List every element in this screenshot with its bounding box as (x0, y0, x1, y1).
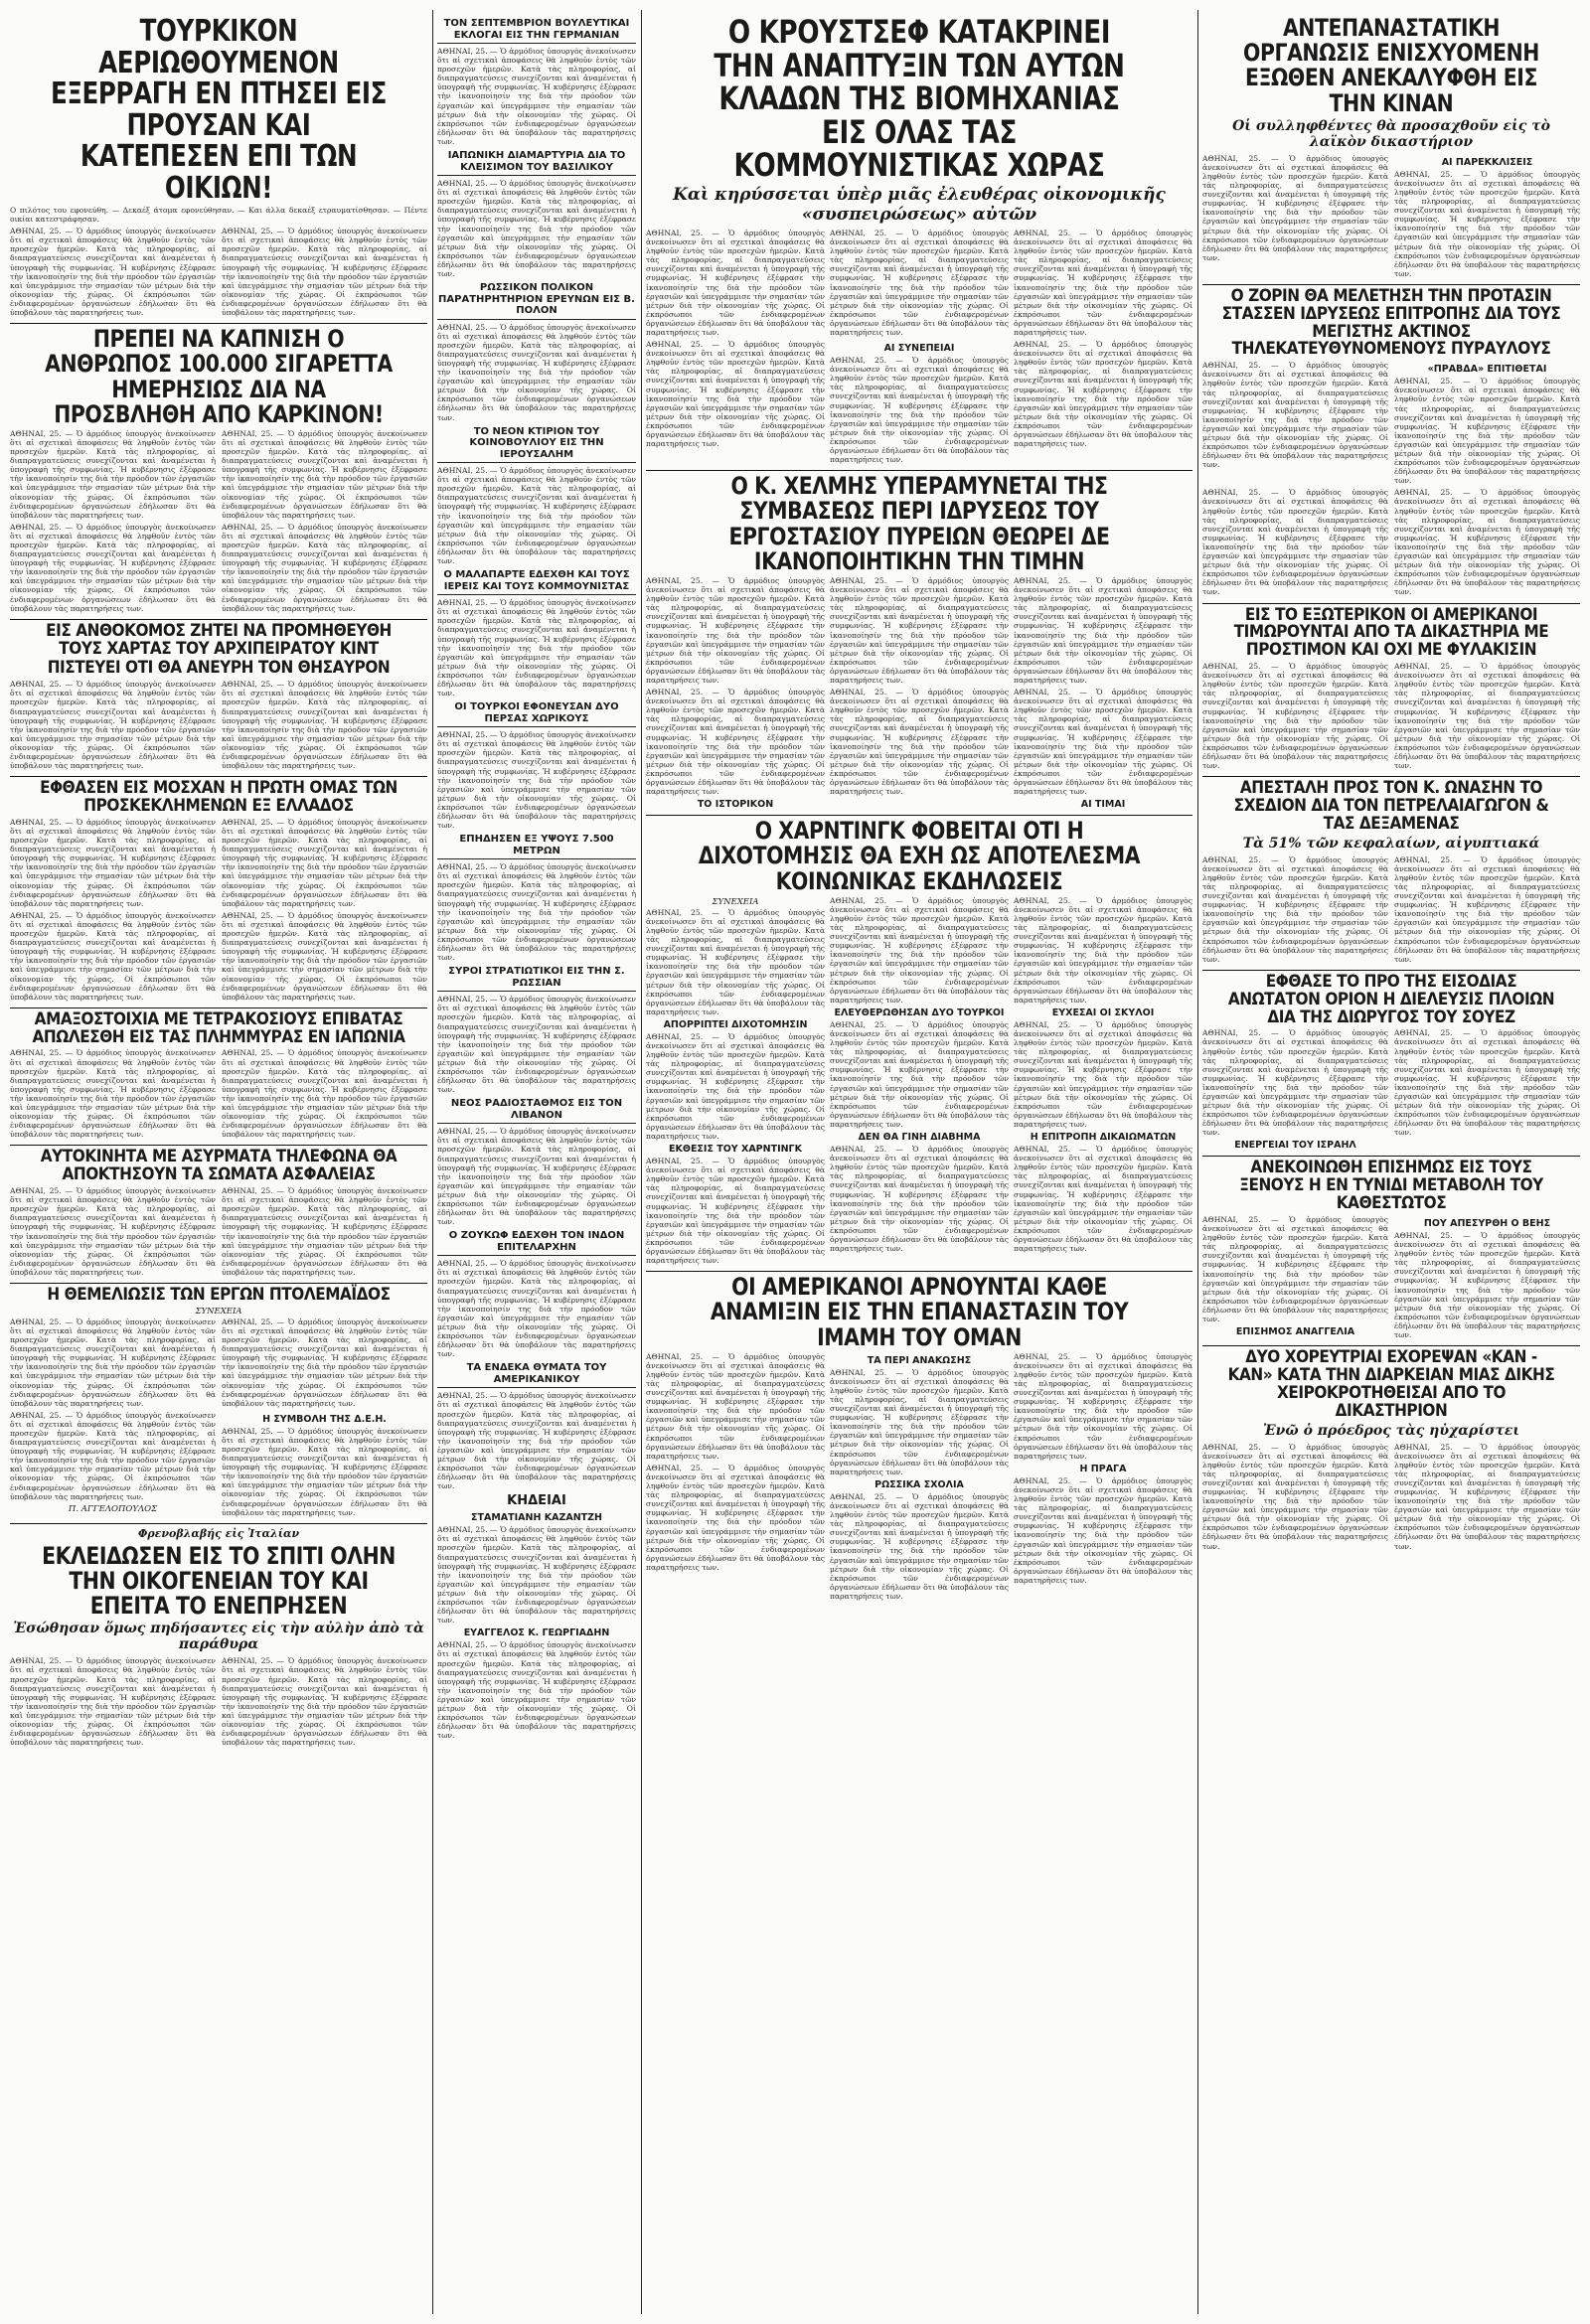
article-body: ΑΘΗΝΑΙ, 25. — Ὁ ἁρμόδιος ὑπουργὸς ἀνεκοίνωσεν ὅτι αἱ σχετικαὶ ἀποφάσεις θὰ ληφθοῦν ἐντὸς τῶν προσεχῶν ἡμερῶν. Κατὰ τὰς πληροφορίας, αἱ διαπραγματεύσεις συνεχίζονται καὶ ἀναμένεται ἡ ὑπογραφὴ τῆς συμφωνίας. Ἡ κυβέρνησις ἐξέφρασε τὴν ἱκανοποίησίν της διὰ τὴν πρόοδον τῶν ἐργασιῶν καὶ ὑπεγράμμισε τὴν σημασίαν τῶν μέτρων διὰ τὴν οἰκονομίαν τῆς χώρας. Οἱ ἐκπρόσωποι τῶν ἐνδιαφερομένων ὀργανώσεων ἐδήλωσαν ὅτι θὰ ὑποβάλουν τὰς παρατηρήσεις των. (646, 1031, 825, 1141)
headline-ptolemaida: Η ΘΕΜΕΛΙΩΣΙΣ ΤΩΝ ΕΡΓΩΝ ΠΤΟΛΕΜΑΪΔΟΣ (47, 1285, 391, 1306)
column-2 (437, 14, 636, 1743)
article-body: ΑΘΗΝΑΙ, 25. — Ὁ ἁρμόδιος ὑπουργὸς ἀνεκοίνωσεν ὅτι αἱ σχετικαὶ ἀποφάσεις θὰ ληφθοῦν ἐντὸς τῶν προσεχῶν ἡμερῶν. Κατὰ τὰς πληροφορίας, αἱ διαπραγματεύσεις συνεχίζονται καὶ ἀναμένεται ἡ ὑπογραφὴ τῆς συμφωνίας. Ἡ κυβέρνησις ἐξέφρασε τὴν ἱκανοποίησίν της διὰ τὴν πρόοδον τῶν ἐργασιῶν καὶ ὑπεγράμμισε τὴν σημασίαν τῶν μέτρων διὰ τὴν οἰκονομίαν τῆς χώρας. Οἱ ἐκπρόσωποι τῶν ἐνδιαφερομένων ὀργανώσεων ἐδήλωσαν ὅτι θὰ ὑποβάλουν τὰς παρατηρήσεις των. (830, 575, 1009, 685)
article-body: ΑΘΗΝΑΙ, 25. — Ὁ ἁρμόδιος ὑπουργὸς ἀνεκοίνωσεν ὅτι αἱ σχετικαὶ ἀποφάσεις θὰ ληφθοῦν ἐντὸς τῶν προσεχῶν ἡμερῶν. Κατὰ τὰς πληροφορίας, αἱ διαπραγματεύσεις συνεχίζονται καὶ ἀναμένεται ἡ ὑπογραφὴ τῆς συμφωνίας. Ἡ κυβέρνησις ἐξέφρασε τὴν ἱκανοποίησίν της διὰ τὴν πρόοδον τῶν ἐργασιῶν καὶ ὑπεγράμμισε τὴν σημασίαν τῶν μέτρων διὰ τὴν οἰκονομίαν τῆς χώρας. Οἱ ἐκπρόσωποι τῶν ἐνδιαφερομένων ὀργανώσεων ἐδήλωσαν ὅτι θὰ ὑποβάλουν τὰς παρατηρήσεις των. (10, 522, 216, 613)
column-rule (432, 10, 433, 2314)
article-body: ΑΘΗΝΑΙ, 25. — Ὁ ἁρμόδιος ὑπουργὸς ἀνεκοίνωσεν ὅτι αἱ σχετικαὶ ἀποφάσεις θὰ ληφθοῦν ἐντὸς τῶν προσεχῶν ἡμερῶν. Κατὰ τὰς πληροφορίας, αἱ διαπραγματεύσεις συνεχίζονται καὶ ἀναμένεται ἡ ὑπογραφὴ τῆς συμφωνίας. Ἡ κυβέρνησις ἐξέφρασε τὴν ἱκανοποίησίν της διὰ τὴν πρόοδον τῶν ἐργασιῶν καὶ ὑπεγράμμισε τὴν σημασίαν τῶν μέτρων διὰ τὴν οἰκονομίαν τῆς χώρας. Οἱ ἐκπρόσωποι τῶν ἐνδιαφερομένων ὀργανώσεων ἐδήλωσαν ὅτι θὰ ὑποβάλουν τὰς παρατηρήσεις των. (10, 680, 216, 771)
article-body: ΑΘΗΝΑΙ, 25. — Ὁ ἁρμόδιος ὑπουργὸς ἀνεκοίνωσεν ὅτι αἱ σχετικαὶ ἀποφάσεις θὰ ληφθοῦν ἐντὸς τῶν προσεχῶν ἡμερῶν. Κατὰ τὰς πληροφορίας, αἱ διαπραγματεύσεις συνεχίζονται καὶ ἀναμένεται ἡ ὑπογραφὴ τῆς συμφωνίας. Ἡ κυβέρνησις ἐξέφρασε τὴν ἱκανοποίησίν της διὰ τὴν πρόοδον τῶν ἐργασιῶν καὶ ὑπεγράμμισε τὴν σημασίαν τῶν μέτρων διὰ τὴν οἰκονομίαν τῆς χώρας. Οἱ ἐκπρόσωποι τῶν ἐνδιαφερομένων ὀργανώσεων ἐδήλωσαν ὅτι θὰ ὑποβάλουν τὰς παρατηρήσεις των. (222, 1048, 427, 1140)
article-body: ΑΘΗΝΑΙ, 25. — Ὁ ἁρμόδιος ὑπουργὸς ἀνεκοίνωσεν ὅτι αἱ σχετικαὶ ἀποφάσεις θὰ ληφθοῦν ἐντὸς τῶν προσεχῶν ἡμερῶν. Κατὰ τὰς πληροφορίας, αἱ διαπραγματεύσεις συνεχίζονται καὶ ἀναμένεται ἡ ὑπογραφὴ τῆς συμφωνίας. Ἡ κυβέρνησις ἐξέφρασε τὴν ἱκανοποίησίν της διὰ τὴν πρόοδον τῶν ἐργασιῶν καὶ ὑπεγράμμισε τὴν σημασίαν τῶν μέτρων διὰ τὴν οἰκονομίαν τῆς χώρας. Οἱ ἐκπρόσωποι τῶν ἐνδιαφερομένων ὀργανώσεων ἐδήλωσαν ὅτι θὰ ὑποβάλουν τὰς παρατηρήσεις των. (437, 1391, 636, 1491)
column-3 (646, 14, 1192, 1604)
article-body: ΑΘΗΝΑΙ, 25. — Ὁ ἁρμόδιος ὑπουργὸς ἀνεκοίνωσεν ὅτι αἱ σχετικαὶ ἀποφάσεις θὰ ληφθοῦν ἐντὸς τῶν προσεχῶν ἡμερῶν. Κατὰ τὰς πληροφορίας, αἱ διαπραγματεύσεις συνεχίζονται καὶ ἀναμένεται ἡ ὑπογραφὴ τῆς συμφωνίας. Ἡ κυβέρνησις ἐξέφρασε τὴν ἱκανοποίησίν της διὰ τὴν πρόοδον τῶν ἐργασιῶν καὶ ὑπεγράμμισε τὴν σημασίαν τῶν μέτρων διὰ τὴν οἰκονομίαν τῆς χώρας. Οἱ ἐκπρόσωποι τῶν ἐνδιαφερομένων ὀργανώσεων ἐδήλωσαν ὅτι θὰ ὑποβάλουν τὰς παρατηρήσεις των. (1014, 1475, 1192, 1585)
section-prices: AI ΤΙΜΑI (1080, 799, 1126, 811)
article-body: ΑΘΗΝΑΙ, 25. — Ὁ ἁρμόδιος ὑπουργὸς ἀνεκοίνωσεν ὅτι αἱ σχετικαὶ ἀποφάσεις θὰ ληφθοῦν ἐντὸς τῶν προσεχῶν ἡμερῶν. Κατὰ τὰς πληροφορίας, αἱ διαπραγματεύσεις συνεχίζονται καὶ ἀναμένεται ἡ ὑπογραφὴ τῆς συμφωνίας. Ἡ κυβέρνησις ἐξέφρασε τὴν ἱκανοποίησίν της διὰ τὴν πρόοδον τῶν ἐργασιῶν καὶ ὑπεγράμμισε τὴν σημασίαν τῶν μέτρων διὰ τὴν οἰκονομίαν τῆς χώρας. Οἱ ἐκπρόσωποι τῶν ἐνδιαφερομένων ὀργανώσεων ἐδήλωσαν ὅτι θὰ ὑποβάλουν τὰς παρατηρήσεις των. (1202, 488, 1388, 597)
headline-tunisia: ΑΝΕΚΟΙΝΩΘΗ ΕΠΙΣΗΜΩΣ ΕΙΣ ΤΟΥΣ ΞΕΝΟΥΣ Η ΕΝ ΤΥΝΙΔΙ ΜΕΤΑΒΟΛΗ ΤΟΥ ΚΑΘΕΣΤΩΤΟΣ (1239, 1158, 1543, 1214)
subheadline-treasure: ΠΙΣΤΕΥΕΙ ΟΤΙ ΘΑ ΑΝΕΥΡΗ ΤΟΝ ΘΗΣΑΥΡΟΝ (47, 658, 391, 679)
headline-turkish-jet: ΤΟΥΡΚΙΚΟΝ ΑΕΡΙΩΘΟΥΜΕΝΟΝ ΕΞΕΡΡΑΓΗ ΕΝ ΠΤΗΣΕΙ ΕΙΣ ΠΡΟΥΣΑΝ ΚΑΙ ΚΑΤΕΠΕΣΕΝ ΕΠΙ ΤΩΝ ΟΙΚΙΩΝ! (50, 14, 388, 206)
funeral-name: ΣΤΑΜΑΤΙΑΝΗ ΚΑΖΑΝΤΖΗ (471, 1512, 602, 1524)
section-pravda: «ΠΡΑΒΔΑ» ΕΠΙΤΙΘΕΤΑΙ (1427, 364, 1547, 376)
article-body: ΑΘΗΝΑΙ, 25. — Ὁ ἁρμόδιος ὑπουργὸς ἀνεκοίνωσεν ὅτι αἱ σχετικαὶ ἀποφάσεις θὰ ληφθοῦν ἐντὸς τῶν προσεχῶν ἡμερῶν. Κατὰ τὰς πληροφορίας, αἱ διαπραγματεύσεις συνεχίζονται καὶ ἀναμένεται ἡ ὑπογραφὴ τῆς συμφωνίας. Ἡ κυβέρνησις ἐξέφρασε τὴν ἱκανοποίησίν της διὰ τὴν πρόοδον τῶν ἐργασιῶν καὶ ὑπεγράμμισε τὴν σημασίαν τῶν μέτρων διὰ τὴν οἰκονομίαν τῆς χώρας. Οἱ ἐκπρόσωποι τῶν ἐνδιαφερομένων ὀργανώσεων ἐδήλωσαν ὅτι θὰ ὑποβάλουν τὰς παρατηρήσεις των. (646, 1351, 825, 1461)
headline-zhukov: Ο ΖΟΥΚΩΦ ΕΔΕΧΘΗ ΤΟΝ ΙΝΔΟΝ ΕΠΙΤΕΛΑΡΧΗΝ (437, 1230, 636, 1256)
headline-helmis-matches: Ο Κ. ΧΕΛΜΗΣ ΥΠΕΡΑΜΥΝΕΤΑΙ ΤΗΣ ΣΥΜΒΑΣΕΩΣ ΠΕΡΙ ΙΔΡΥΣΕΩΣ ΤΟΥ ΕΡΓΟΣΤΑΣΙΟΥ ΠΥΡΕΙΩΝ ΘΕΩΡΕΙ ΔΕ ΙΚΑΝΟΠΟΙΗΤΙΚΗΝ ΤΗΝ ΤΙΜΗΝ (728, 472, 1110, 575)
article-body: ΑΘΗΝΑΙ, 25. — Ὁ ἁρμόδιος ὑπουργὸς ἀνεκοίνωσεν ὅτι αἱ σχετικαὶ ἀποφάσεις θὰ ληφθοῦν ἐντὸς τῶν προσεχῶν ἡμερῶν. Κατὰ τὰς πληροφορίας, αἱ διαπραγματεύσεις συνεχίζονται καὶ ἀναμένεται ἡ ὑπογραφὴ τῆς συμφωνίας. Ἡ κυβέρνησις ἐξέφρασε τὴν ἱκανοποίησίν της διὰ τὴν πρόοδον τῶν ἐργασιῶν καὶ ὑπεγράμμισε τὴν σημασίαν τῶν μέτρων διὰ τὴν οἰκονομίαν τῆς χώρας. Οἱ ἐκπρόσωποι τῶν ἐνδιαφερομένων ὀργανώσεων ἐδήλωσαν ὅτι θὰ ὑποβάλουν τὰς παρατηρήσεις των. (10, 1048, 216, 1140)
article-body: ΑΘΗΝΑΙ, 25. — Ὁ ἁρμόδιος ὑπουργὸς ἀνεκοίνωσεν ὅτι αἱ σχετικαὶ ἀποφάσεις θὰ ληφθοῦν ἐντὸς τῶν προσεχῶν ἡμερῶν. Κατὰ τὰς πληροφορίας, αἱ διαπραγματεύσεις συνεχίζονται καὶ ἀναμένεται ἡ ὑπογραφὴ τῆς συμφωνίας. Ἡ κυβέρνησις ἐξέφρασε τὴν ἱκανοποίησίν της διὰ τὴν πρόοδον τῶν ἐργασιῶν καὶ ὑπεγράμμισε τὴν σημασίαν τῶν μέτρων διὰ τὴν οἰκονομίαν τῆς χώρας. Οἱ ἐκπρόσωποι τῶν ἐνδιαφερομένων ὀργανώσεων ἐδήλωσαν ὅτι θὰ ὑποβάλουν τὰς παρατηρήσεις των. (222, 1426, 427, 1517)
article-body: ΑΘΗΝΑΙ, 25. — Ὁ ἁρμόδιος ὑπουργὸς ἀνεκοίνωσεν ὅτι αἱ σχετικαὶ ἀποφάσεις θὰ ληφθοῦν ἐντὸς τῶν προσεχῶν ἡμερῶν. Κατὰ τὰς πληροφορίας, αἱ διαπραγματεύσεις συνεχίζονται καὶ ἀναμένεται ἡ ὑπογραφὴ τῆς συμφωνίας. Ἡ κυβέρνησις ἐξέφρασε τὴν ἱκανοποίησίν της διὰ τὴν πρόοδον τῶν ἐργασιῶν καὶ ὑπεγράμμισε τὴν σημασίαν τῶν μέτρων διὰ τὴν οἰκονομίαν τῆς χώρας. Οἱ ἐκπρόσωποι τῶν ἐνδιαφερομένων ὀργανώσεων ἐδήλωσαν ὅτι θὰ ὑποβάλουν τὰς παρατηρήσεις των. (10, 1410, 216, 1501)
headline-oman-imam: ΟΙ ΑΜΕΡΙΚΑΝΟΙ ΑΡΝΟΥΝΤΑΙ ΚΑΘΕ ΑΝΑΜΙΞΙΝ ΕΙΣ ΤΗΝ ΕΠΑΝΑΣΤΑΣΙΝ ΤΟΥ ΙΜΑΜΗ ΤΟΥ ΟΜΑΝ (710, 1273, 1129, 1351)
article-body: ΑΘΗΝΑΙ, 25. — Ὁ ἁρμόδιος ὑπουργὸς ἀνεκοίνωσεν ὅτι αἱ σχετικαὶ ἀποφάσεις θὰ ληφθοῦν ἐντὸς τῶν προσεχῶν ἡμερῶν. Κατὰ τὰς πληροφορίας, αἱ διαπραγματεύσεις συνεχίζονται καὶ ἀναμένεται ἡ ὑπογραφὴ τῆς συμφωνίας. Ἡ κυβέρνησις ἐξέφρασε τὴν ἱκανοποίησίν της διὰ τὴν πρόοδον τῶν ἐργασιῶν καὶ ὑπεγράμμισε τὴν σημασίαν τῶν μέτρων διὰ τὴν οἰκονομίαν τῆς χώρας. Οἱ ἐκπρόσωποι τῶν ἐνδιαφερομένων ὀργανώσεων ἐδήλωσαν ὅτι θὰ ὑποβάλουν τὰς παρατηρήσεις των. (830, 1019, 1009, 1129)
article-body: ΑΘΗΝΑΙ, 25. — Ὁ ἁρμόδιος ὑπουργὸς ἀνεκοίνωσεν ὅτι αἱ σχετικαὶ ἀποφάσεις θὰ ληφθοῦν ἐντὸς τῶν προσεχῶν ἡμερῶν. Κατὰ τὰς πληροφορίας, αἱ διαπραγματεύσεις συνεχίζονται καὶ ἀναμένεται ἡ ὑπογραφὴ τῆς συμφωνίας. Ἡ κυβέρνησις ἐξέφρασε τὴν ἱκανοποίησίν της διὰ τὴν πρόοδον τῶν ἐργασιῶν καὶ ὑπεγράμμισε τὴν σημασίαν τῶν μέτρων διὰ τὴν οἰκονομίαν τῆς χώρας. Οἱ ἐκπρόσωποι τῶν ἐνδιαφερομένων ὀργανώσεων ἐδήλωσαν ὅτι θὰ ὑποβάλουν τὰς παρατηρήσεις των. (1202, 662, 1388, 771)
article-body: ΑΘΗΝΑΙ, 25. — Ὁ ἁρμόδιος ὑπουργὸς ἀνεκοίνωσεν ὅτι αἱ σχετικαὶ ἀποφάσεις θὰ ληφθοῦν ἐντὸς τῶν προσεχῶν ἡμερῶν. Κατὰ τὰς πληροφορίας, αἱ διαπραγματεύσεις συνεχίζονται καὶ ἀναμένεται ἡ ὑπογραφὴ τῆς συμφωνίας. Ἡ κυβέρνησις ἐξέφρασε τὴν ἱκανοποίησίν της διὰ τὴν πρόοδον τῶν ἐργασιῶν καὶ ὑπεγράμμισε τὴν σημασίαν τῶν μέτρων διὰ τὴν οἰκονομίαν τῆς χώρας. Οἱ ἐκπρόσωποι τῶν ἐνδιαφερομένων ὀργανώσεων ἐδήλωσαν ὅτι θὰ ὑποβάλουν τὰς παρατηρήσεις των. (1394, 854, 1580, 964)
article-body: ΑΘΗΝΑΙ, 25. — Ὁ ἁρμόδιος ὑπουργὸς ἀνεκοίνωσεν ὅτι αἱ σχετικαὶ ἀποφάσεις θὰ ληφθοῦν ἐντὸς τῶν προσεχῶν ἡμερῶν. Κατὰ τὰς πληροφορίας, αἱ διαπραγματεύσεις συνεχίζονται καὶ ἀναμένεται ἡ ὑπογραφὴ τῆς συμφωνίας. Ἡ κυβέρνησις ἐξέφρασε τὴν ἱκανοποίησίν της διὰ τὴν πρόοδον τῶν ἐργασιῶν καὶ ὑπεγράμμισε τὴν σημασίαν τῶν μέτρων διὰ τὴν οἰκονομίαν τῆς χώρας. Οἱ ἐκπρόσωποι τῶν ἐνδιαφερομένων ὀργανώσεων ἐδήλωσαν ὅτι θὰ ὑποβάλουν τὰς παρατηρήσεις των. (437, 1525, 636, 1626)
headline-police-radios: ΑΥΤΟΚΙΝΗΤΑ ΜΕ ΑΣΥΡΜΑΤΑ ΤΗΛΕΦΩΝΑ ΘΑ ΑΠΟΚΤΗΣΟΥΝ ΤΑ ΣΩΜΑΤΑ ΑΣΦΑΛΕΙΑΣ (40, 1147, 398, 1185)
article-body: ΑΘΗΝΑΙ, 25. — Ὁ ἁρμόδιος ὑπουργὸς ἀνεκοίνωσεν ὅτι αἱ σχετικαὶ ἀποφάσεις θὰ ληφθοῦν ἐντὸς τῶν προσεχῶν ἡμερῶν. Κατὰ τὰς πληροφορίας, αἱ διαπραγματεύσεις συνεχίζονται καὶ ἀναμένεται ἡ ὑπογραφὴ τῆς συμφωνίας. Ἡ κυβέρνησις ἐξέφρασε τὴν ἱκανοποίησίν της διὰ τὴν πρόοδον τῶν ἐργασιῶν καὶ ὑπεγράμμισε τὴν σημασίαν τῶν μέτρων διὰ τὴν οἰκονομίαν τῆς χώρας. Οἱ ἐκπρόσωποι τῶν ἐνδιαφερομένων ὀργανώσεων ἐδήλωσαν ὅτι θὰ ὑποβάλουν τὰς παρατηρήσεις των. (646, 1157, 825, 1266)
headline-persian-villagers: ΟΙ ΤΟΥΡΚΟΙ ΕΦΟΝΕΥΣΑΝ ΔΥΟ ΠΕΡΣΑΣ ΧΩΡΙΚΟΥΣ (437, 701, 636, 727)
continuation-label: ΣΥΝΕΧΕΙΑ (712, 896, 759, 907)
article-body: ΑΘΗΝΑΙ, 25. — Ὁ ἁρμόδιος ὑπουργὸς ἀνεκοίνωσεν ὅτι αἱ σχετικαὶ ἀποφάσεις θὰ ληφθοῦν ἐντὸς τῶν προσεχῶν ἡμερῶν. Κατὰ τὰς πληροφορίας, αἱ διαπραγματεύσεις συνεχίζονται καὶ ἀναμένεται ἡ ὑπογραφὴ τῆς συμφωνίας. Ἡ κυβέρνησις ἐξέφρασε τὴν ἱκανοποίησίν της διὰ τὴν πρόοδον τῶν ἐργασιῶν καὶ ὑπεγράμμισε τὴν σημασίαν τῶν μέτρων διὰ τὴν οἰκονομίαν τῆς χώρας. Οἱ ἐκπρόσωποι τῶν ἐνδιαφερομένων ὀργανώσεων ἐδήλωσαν ὅτι θὰ ὑποβάλουν τὰς παρατηρήσεις των. (437, 730, 636, 831)
section-withdrawal: ΤΑ ΠΕΡΙ ΑΝΑΚΩΣΗΣ (867, 1354, 972, 1366)
funeral-name: ΕΥΑΓΓΕΛΟΣ Κ. ΓΕΩΡΓΙΑΔΗΝ (463, 1627, 610, 1639)
article-body: ΑΘΗΝΑΙ, 25. — Ὁ ἁρμόδιος ὑπουργὸς ἀνεκοίνωσεν ὅτι αἱ σχετικαὶ ἀποφάσεις θὰ ληφθοῦν ἐντὸς τῶν προσεχῶν ἡμερῶν. Κατὰ τὰς πληροφορίας, αἱ διαπραγματεύσεις συνεχίζονται καὶ ἀναμένεται ἡ ὑπογραφὴ τῆς συμφωνίας. Ἡ κυβέρνησις ἐξέφρασε τὴν ἱκανοποίησίν της διὰ τὴν πρόοδον τῶν ἐργασιῶν καὶ ὑπεγράμμισε τὴν σημασίαν τῶν μέτρων διὰ τὴν οἰκονομίαν τῆς χώρας. Οἱ ἐκπρόσωποι τῶν ἐνδιαφερομένων ὀργανώσεων ἐδήλωσαν ὅτι θὰ ὑποβάλουν τὰς παρατηρήσεις των. (222, 1317, 427, 1408)
headline-parachute-jump: ΕΠΗΔΗΣΕΝ ΕΞ ΥΨΟΥΣ 7.500 ΜΕΤΡΩΝ (437, 834, 636, 859)
article-body: ΑΘΗΝΑΙ, 25. — Ὁ ἁρμόδιος ὑπουργὸς ἀνεκοίνωσεν ὅτι αἱ σχετικαὶ ἀποφάσεις θὰ ληφθοῦν ἐντὸς τῶν προσεχῶν ἡμερῶν. Κατὰ τὰς πληροφορίας, αἱ διαπραγματεύσεις συνεχίζονται καὶ ἀναμένεται ἡ ὑπογραφὴ τῆς συμφωνίας. Ἡ κυβέρνησις ἐξέφρασε τὴν ἱκανοποίησίν της διὰ τὴν πρόοδον τῶν ἐργασιῶν καὶ ὑπεγράμμισε τὴν σημασίαν τῶν μέτρων διὰ τὴν οἰκονομίαν τῆς χώρας. Οἱ ἐκπρόσωποι τῶν ἐνδιαφερομένων ὀργανώσεων ἐδήλωσαν ὅτι θὰ ὑποβάλουν τὰς παρατηρήσεις των. (1202, 1215, 1388, 1324)
article-body: ΑΘΗΝΑΙ, 25. — Ὁ ἁρμόδιος ὑπουργὸς ἀνεκοίνωσεν ὅτι αἱ σχετικαὶ ἀποφάσεις θὰ ληφθοῦν ἐντὸς τῶν προσεχῶν ἡμερῶν. Κατὰ τὰς πληροφορίας, αἱ διαπραγματεύσεις συνεχίζονται καὶ ἀναμένεται ἡ ὑπογραφὴ τῆς συμφωνίας. Ἡ κυβέρνησις ἐξέφρασε τὴν ἱκανοποίησίν της διὰ τὴν πρόοδον τῶν ἐργασιῶν καὶ ὑπεγράμμισε τὴν σημασίαν τῶν μέτρων διὰ τὴν οἰκονομίαν τῆς χώρας. Οἱ ἐκπρόσωποι τῶν ἐνδιαφερομένων ὀργανώσεων ἐδήλωσαν ὅτι θὰ ὑποβάλουν τὰς παρατηρήσεις των. (222, 680, 427, 771)
section-russian-comments: ΡΩΣΣΙΚΑ ΣΧΟΛΙΑ (874, 1478, 964, 1490)
subheadline-escaped: Ἐσώθησαν ὅμως πηδήσαντες εἰς τὴν αὐλὴν ἀπὸ τὰ παράθυρα (13, 1621, 424, 1653)
section-no-demarche: ΔΕΝ ΘΑ ΓΙΝΗ ΔΙΑΒΗΜΑ (858, 1132, 981, 1144)
kicker-italy: Φρενοβλαβής εἰς Ἰταλίαν (137, 1526, 300, 1540)
article-body: ΑΘΗΝΑΙ, 25. — Ὁ ἁρμόδιος ὑπουργὸς ἀνεκοίνωσεν ὅτι αἱ σχετικαὶ ἀποφάσεις θὰ ληφθοῦν ἐντὸς τῶν προσεχῶν ἡμερῶν. Κατὰ τὰς πληροφορίας, αἱ διαπραγματεύσεις συνεχίζονται καὶ ἀναμένεται ἡ ὑπογραφὴ τῆς συμφωνίας. Ἡ κυβέρνησις ἐξέφρασε τὴν ἱκανοποίησίν της διὰ τὴν πρόοδον τῶν ἐργασιῶν καὶ ὑπεγράμμισε τὴν σημασίαν τῶν μέτρων διὰ τὴν οἰκονομίαν τῆς χώρας. Οἱ ἐκπρόσωποι τῶν ἐνδιαφερομένων ὀργανώσεων ἐδήλωσαν ὅτι θὰ ὑποβάλουν τὰς παρατηρήσεις των. (222, 817, 427, 908)
headline-russian-observatory: ΡΩΣΣΙΚΟΝ ΠΟΛΙΚΟΝ ΠΑΡΑΤΗΡΗΤΗΡΙΟΝ ΕΡΕΥΝΩΝ ΕΙΣ Β. ΠΟΛΟΝ (437, 282, 636, 320)
article-body: ΑΘΗΝΑΙ, 25. — Ὁ ἁρμόδιος ὑπουργὸς ἀνεκοίνωσεν ὅτι αἱ σχετικαὶ ἀποφάσεις θὰ ληφθοῦν ἐντὸς τῶν προσεχῶν ἡμερῶν. Κατὰ τὰς πληροφορίας, αἱ διαπραγματεύσεις συνεχίζονται καὶ ἀναμένεται ἡ ὑπογραφὴ τῆς συμφωνίας. Ἡ κυβέρνησις ἐξέφρασε τὴν ἱκανοποίησίν της διὰ τὴν πρόοδον τῶν ἐργασιῶν καὶ ὑπεγράμμισε τὴν σημασίαν τῶν μέτρων διὰ τὴν οἰκονομίαν τῆς χώρας. Οἱ ἐκπρόσωποι τῶν ἐνδιαφερομένων ὀργανώσεων ἐδήλωσαν ὅτι θὰ ὑποβάλουν τὰς παρατηρήσεις των. (222, 428, 427, 520)
column-rule (641, 10, 642, 2314)
article-body: ΑΘΗΝΑΙ, 25. — Ὁ ἁρμόδιος ὑπουργὸς ἀνεκοίνωσεν ὅτι αἱ σχετικαὶ ἀποφάσεις θὰ ληφθοῦν ἐντὸς τῶν προσεχῶν ἡμερῶν. Κατὰ τὰς πληροφορίας, αἱ διαπραγματεύσεις συνεχίζονται καὶ ἀναμένεται ἡ ὑπογραφὴ τῆς συμφωνίας. Ἡ κυβέρνησις ἐξέφρασε τὴν ἱκανοποίησίν της διὰ τὴν πρόοδον τῶν ἐργασιῶν καὶ ὑπεγράμμισε τὴν σημασίαν τῶν μέτρων διὰ τὴν οἰκονομίαν τῆς χώρας. Οἱ ἐκπρόσωποι τῶν ἐνδιαφερομένων ὀργανώσεων ἐδήλωσαν ὅτι θὰ ὑποβάλουν τὰς παρατηρήσεις των. (437, 598, 636, 698)
headline-zorin-missiles: Ο ΖΟΡΙΝ ΘΑ ΜΕΛΕΤΗΣΗ ΤΗΝ ΠΡΟΤΑΣΙΝ ΣΤΑΣΣΕΝ ΙΔΡΥΣΕΩΣ ΕΠΙΤΡΟΠΗΣ ΔΙΑ ΤΟΥΣ ΜΕΓΙΣΤΗΣ ΑΚΤΙΝΟΣ ΤΗΛΕΚΑΤΕΥΘΥΝΟΜΕΝΟΥΣ ΠΥΡΑΥΛΟΥΣ (1221, 285, 1561, 360)
article-body: ΑΘΗΝΑΙ, 25. — Ὁ ἁρμόδιος ὑπουργὸς ἀνεκοίνωσεν ὅτι αἱ σχετικαὶ ἀποφάσεις θὰ ληφθοῦν ἐντὸς τῶν προσεχῶν ἡμερῶν. Κατὰ τὰς πληροφορίας, αἱ διαπραγματεύσεις συνεχίζονται καὶ ἀναμένεται ἡ ὑπογραφὴ τῆς συμφωνίας. Ἡ κυβέρνησις ἐξέφρασε τὴν ἱκανοποίησίν της διὰ τὴν πρόοδον τῶν ἐργασιῶν καὶ ὑπεγράμμισε τὴν σημασίαν τῶν μέτρων διὰ τὴν οἰκονομίαν τῆς χώρας. Οἱ ἐκπρόσωποι τῶν ἐνδιαφερομένων ὀργανώσεων ἐδήλωσαν ὅτι θὰ ὑποβάλουν τὰς παρατηρήσεις των. (1394, 1231, 1580, 1340)
lead-turkish-jet: Ο πιλότος του εφονεύθη. — Δεκαέξ άτομα εφονεύθησαν. — Και άλλα δεκαέξ ετραυματίσθησαν. — Πέντε οικίαι κατεστράφησαν. (10, 206, 427, 225)
headline-jerusalem-parliament: ΤΟ ΝΕΟΝ ΚΤΙΡΙΟΝ ΤΟΥ ΚΟΙΝΟΒΟΥΛΙΟΥ ΕΙΣ ΤΗΝ ΙΕΡΟΥΣΑΛΗΜ (437, 426, 636, 464)
article-body: ΑΘΗΝΑΙ, 25. — Ὁ ἁρμόδιος ὑπουργὸς ἀνεκοίνωσεν ὅτι αἱ σχετικαὶ ἀποφάσεις θὰ ληφθοῦν ἐντὸς τῶν προσεχῶν ἡμερῶν. Κατὰ τὰς πληροφορίας, αἱ διαπραγματεύσεις συνεχίζονται καὶ ἀναμένεται ἡ ὑπογραφὴ τῆς συμφωνίας. Ἡ κυβέρνησις ἐξέφρασε τὴν ἱκανοποίησίν της διὰ τὴν πρόοδον τῶν ἐργασιῶν καὶ ὑπεγράμμισε τὴν σημασίαν τῶν μέτρων διὰ τὴν οἰκονομίαν τῆς χώρας. Οἱ ἐκπρόσωποι τῶν ἐνδιαφερομένων ὀργανώσεων ἐδήλωσαν ὅτι θὰ ὑποβάλουν τὰς παρατηρήσεις των. (437, 47, 636, 146)
article-body: ΑΘΗΝΑΙ, 25. — Ὁ ἁρμόδιος ὑπουργὸς ἀνεκοίνωσεν ὅτι αἱ σχετικαὶ ἀποφάσεις θὰ ληφθοῦν ἐντὸς τῶν προσεχῶν ἡμερῶν. Κατὰ τὰς πληροφορίας, αἱ διαπραγματεύσεις συνεχίζονται καὶ ἀναμένεται ἡ ὑπογραφὴ τῆς συμφωνίας. Ἡ κυβέρνησις ἐξέφρασε τὴν ἱκανοποίησίν της διὰ τὴν πρόοδον τῶν ἐργασιῶν καὶ ὑπεγράμμισε τὴν σημασίαν τῶν μέτρων διὰ τὴν οἰκονομίαν τῆς χώρας. Οἱ ἐκπρόσωποι τῶν ἐνδιαφερομένων ὀργανώσεων ἐδήλωσαν ὅτι θὰ ὑποβάλουν τὰς παρατηρήσεις των. (437, 179, 636, 278)
article-body: ΑΘΗΝΑΙ, 25. — Ὁ ἁρμόδιος ὑπουργὸς ἀνεκοίνωσεν ὅτι αἱ σχετικαὶ ἀποφάσεις θὰ ληφθοῦν ἐντὸς τῶν προσεχῶν ἡμερῶν. Κατὰ τὰς πληροφορίας, αἱ διαπραγματεύσεις συνεχίζονται καὶ ἀναμένεται ἡ ὑπογραφὴ τῆς συμφωνίας. Ἡ κυβέρνησις ἐξέφρασε τὴν ἱκανοποίησίν της διὰ τὴν πρόοδον τῶν ἐργασιῶν καὶ ὑπεγράμμισε τὴν σημασίαν τῶν μέτρων διὰ τὴν οἰκονομίαν τῆς χώρας. Οἱ ἐκπρόσωποι τῶν ἐνδιαφερομένων ὀργανώσεων ἐδήλωσαν ὅτι θὰ ὑποβάλουν τὰς παρατηρήσεις των. (646, 688, 825, 797)
section-harding-report: ΕΚΘΕΣΙΣ ΤΟΥ ΧΑΡΝΤΙΝΓΚ (669, 1144, 802, 1156)
article-body: ΑΘΗΝΑΙ, 25. — Ὁ ἁρμόδιος ὑπουργὸς ἀνεκοίνωσεν ὅτι αἱ σχετικαὶ ἀποφάσεις θὰ ληφθοῦν ἐντὸς τῶν προσεχῶν ἡμερῶν. Κατὰ τὰς πληροφορίας, αἱ διαπραγματεύσεις συνεχίζονται καὶ ἀναμένεται ἡ ὑπογραφὴ τῆς συμφωνίας. Ἡ κυβέρνησις ἐξέφρασε τὴν ἱκανοποίησίν της διὰ τὴν πρόοδον τῶν ἐργασιῶν καὶ ὑπεγράμμισε τὴν σημασίαν τῶν μέτρων διὰ τὴν οἰκονομίαν τῆς χώρας. Οἱ ἐκπρόσωποι τῶν ἐνδιαφερομένων ὀργανώσεων ἐδήλωσαν ὅτι θὰ ὑποβάλουν τὰς παρατηρήσεις των. (646, 228, 825, 337)
article-body: ΑΘΗΝΑΙ, 25. — Ὁ ἁρμόδιος ὑπουργὸς ἀνεκοίνωσεν ὅτι αἱ σχετικαὶ ἀποφάσεις θὰ ληφθοῦν ἐντὸς τῶν προσεχῶν ἡμερῶν. Κατὰ τὰς πληροφορίας, αἱ διαπραγματεύσεις συνεχίζονται καὶ ἀναμένεται ἡ ὑπογραφὴ τῆς συμφωνίας. Ἡ κυβέρνησις ἐξέφρασε τὴν ἱκανοποίησίν της διὰ τὴν πρόοδον τῶν ἐργασιῶν καὶ ὑπεγράμμισε τὴν σημασίαν τῶν μέτρων διὰ τὴν οἰκονομίαν τῆς χώρας. Οἱ ἐκπρόσωποι τῶν ἐνδιαφερομένων ὀργανώσεων ἐδήλωσαν ὅτι θὰ ὑποβάλουν τὰς παρατηρήσεις των. (1202, 153, 1388, 262)
article-body: ΑΘΗΝΑΙ, 25. — Ὁ ἁρμόδιος ὑπουργὸς ἀνεκοίνωσεν ὅτι αἱ σχετικαὶ ἀποφάσεις θὰ ληφθοῦν ἐντὸς τῶν προσεχῶν ἡμερῶν. Κατὰ τὰς πληροφορίας, αἱ διαπραγματεύσεις συνεχίζονται καὶ ἀναμένεται ἡ ὑπογραφὴ τῆς συμφωνίας. Ἡ κυβέρνησις ἐξέφρασε τὴν ἱκανοποίησίν της διὰ τὴν πρόοδον τῶν ἐργασιῶν καὶ ὑπεγράμμισε τὴν σημασίαν τῶν μέτρων διὰ τὴν οἰκονομίαν τῆς χώρας. Οἱ ἐκπρόσωποι τῶν ἐνδιαφερομένων ὀργανώσεων ἐδήλωσαν ὅτι θὰ ὑποβάλουν τὰς παρατηρήσεις των. (437, 862, 636, 963)
article-body: ΑΘΗΝΑΙ, 25. — Ὁ ἁρμόδιος ὑπουργὸς ἀνεκοίνωσεν ὅτι αἱ σχετικαὶ ἀποφάσεις θὰ ληφθοῦν ἐντὸς τῶν προσεχῶν ἡμερῶν. Κατὰ τὰς πληροφορίας, αἱ διαπραγματεύσεις συνεχίζονται καὶ ἀναμένεται ἡ ὑπογραφὴ τῆς συμφωνίας. Ἡ κυβέρνησις ἐξέφρασε τὴν ἱκανοποίησίν της διὰ τὴν πρόοδον τῶν ἐργασιῶν καὶ ὑπεγράμμισε τὴν σημασίαν τῶν μέτρων διὰ τὴν οἰκονομίαν τῆς χώρας. Οἱ ἐκπρόσωποι τῶν ἐνδιαφερομένων ὀργανώσεων ἐδήλωσαν ὅτι θὰ ὑποβάλουν τὰς παρατηρήσεις των. (646, 575, 825, 685)
signature: Π. ΑΓΓΕΛΟΠΟΥΛΟΣ (68, 1503, 158, 1514)
headline-china-counterrevolution: ΑΝΤΕΠΑΝΑΣΤΑΤΙΚΗ ΟΡΓΑΝΩΣΙΣ ΕΝΙΣΧΥΟΜΕΝΗ ΕΞΩΘΕΝ ΑΝΕΚΑΛΥΦΘΗ ΕΙΣ ΤΗΝ ΚΙΝΑΝ (1243, 14, 1539, 117)
article-body: ΑΘΗΝΑΙ, 25. — Ὁ ἁρμόδιος ὑπουργὸς ἀνεκοίνωσεν ὅτι αἱ σχετικαὶ ἀποφάσεις θὰ ληφθοῦν ἐντὸς τῶν προσεχῶν ἡμερῶν. Κατὰ τὰς πληροφορίας, αἱ διαπραγματεύσεις συνεχίζονται καὶ ἀναμένεται ἡ ὑπογραφὴ τῆς συμφωνίας. Ἡ κυβέρνησις ἐξέφρασε τὴν ἱκανοποίησίν της διὰ τὴν πρόοδον τῶν ἐργασιῶν καὶ ὑπεγράμμισε τὴν σημασίαν τῶν μέτρων διὰ τὴν οἰκονομίαν τῆς χώρας. Οἱ ἐκπρόσωποι τῶν ἐνδιαφερομένων ὀργανώσεων ἐδήλωσαν ὅτι θὰ ὑποβάλουν τὰς παρατηρήσεις των. (830, 228, 1009, 337)
article-body: ΑΘΗΝΑΙ, 25. — Ὁ ἁρμόδιος ὑπουργὸς ἀνεκοίνωσεν ὅτι αἱ σχετικαὶ ἀποφάσεις θὰ ληφθοῦν ἐντὸς τῶν προσεχῶν ἡμερῶν. Κατὰ τὰς πληροφορίας, αἱ διαπραγματεύσεις συνεχίζονται καὶ ἀναμένεται ἡ ὑπογραφὴ τῆς συμφωνίας. Ἡ κυβέρνησις ἐξέφρασε τὴν ἱκανοποίησίν της διὰ τὴν πρόοδον τῶν ἐργασιῶν καὶ ὑπεγράμμισε τὴν σημασίαν τῶν μέτρων διὰ τὴν οἰκονομίαν τῆς χώρας. Οἱ ἐκπρόσωποι τῶν ἐνδιαφερομένων ὀργανώσεων ἐδήλωσαν ὅτι θὰ ὑποβάλουν τὰς παρατηρήσεις των. (222, 910, 427, 1002)
article-body: ΑΘΗΝΑΙ, 25. — Ὁ ἁρμόδιος ὑπουργὸς ἀνεκοίνωσεν ὅτι αἱ σχετικαὶ ἀποφάσεις θὰ ληφθοῦν ἐντὸς τῶν προσεχῶν ἡμερῶν. Κατὰ τὰς πληροφορίας, αἱ διαπραγματεύσεις συνεχίζονται καὶ ἀναμένεται ἡ ὑπογραφὴ τῆς συμφωνίας. Ἡ κυβέρνησις ἐξέφρασε τὴν ἱκανοποίησίν της διὰ τὴν πρόοδον τῶν ἐργασιῶν καὶ ὑπεγράμμισε τὴν σημασίαν τῶν μέτρων διὰ τὴν οἰκονομίαν τῆς χώρας. Οἱ ἐκπρόσωποι τῶν ἐνδιαφερομένων ὀργανώσεων ἐδήλωσαν ὅτι θὰ ὑποβάλουν τὰς παρατηρήσεις των. (1394, 377, 1580, 486)
headline-locked-family: ΕΚΛΕΙΔΩΣΕΝ ΕΙΣ ΤΟ ΣΠΙΤΙ ΟΛΗΝ ΤΗΝ ΟΙΚΟΓΕΝΕΙΑΝ ΤΟΥ ΚΑΙ ΕΠΕΙΤΑ ΤΟ ΕΝΕΠΡΗΣΕΝ (42, 1541, 396, 1621)
article-body: ΑΘΗΝΑΙ, 25. — Ὁ ἁρμόδιος ὑπουργὸς ἀνεκοίνωσεν ὅτι αἱ σχετικαὶ ἀποφάσεις θὰ ληφθοῦν ἐντὸς τῶν προσεχῶν ἡμερῶν. Κατὰ τὰς πληροφορίας, αἱ διαπραγματεύσεις συνεχίζονται καὶ ἀναμένεται ἡ ὑπογραφὴ τῆς συμφωνίας. Ἡ κυβέρνησις ἐξέφρασε τὴν ἱκανοποίησίν της διὰ τὴν πρόοδον τῶν ἐργασιῶν καὶ ὑπεγράμμισε τὴν σημασίαν τῶν μέτρων διὰ τὴν οἰκονομίαν τῆς χώρας. Οἱ ἐκπρόσωποι τῶν ἐνδιαφερομένων ὀργανώσεων ἐδήλωσαν ὅτι θὰ ὑποβάλουν τὰς παρατηρήσεις των. (1014, 228, 1192, 337)
section-rejects-partition: ΑΠΟΡΡΙΠΤΕΙ ΔΙΧΟΤΟΜΗΣΙΝ (663, 1018, 808, 1030)
section-dei: Η ΣΥΜΒΟΛΗ ΤΗΣ Δ.Ε.Η. (262, 1413, 387, 1425)
column-4 (1202, 14, 1580, 1554)
article-body: ΑΘΗΝΑΙ, 25. — Ὁ ἁρμόδιος ὑπουργὸς ἀνεκοίνωσεν ὅτι αἱ σχετικαὶ ἀποφάσεις θὰ ληφθοῦν ἐντὸς τῶν προσεχῶν ἡμερῶν. Κατὰ τὰς πληροφορίας, αἱ διαπραγματεύσεις συνεχίζονται καὶ ἀναμένεται ἡ ὑπογραφὴ τῆς συμφωνίας. Ἡ κυβέρνησις ἐξέφρασε τὴν ἱκανοποίησίν της διὰ τὴν πρόοδον τῶν ἐργασιῶν καὶ ὑπεγράμμισε τὴν σημασίαν τῶν μέτρων διὰ τὴν οἰκονομίαν τῆς χώρας. Οἱ ἐκπρόσωποι τῶν ἐνδιαφερομένων ὀργανώσεων ἐδήλωσαν ὅτι θὰ ὑποβάλουν τὰς παρατηρήσεις των. (1014, 340, 1192, 449)
section-prague: Η ΠΡΑΓΑ (1079, 1463, 1127, 1474)
article-body: ΑΘΗΝΑΙ, 25. — Ὁ ἁρμόδιος ὑπουργὸς ἀνεκοίνωσεν ὅτι αἱ σχετικαὶ ἀποφάσεις θὰ ληφθοῦν ἐντὸς τῶν προσεχῶν ἡμερῶν. Κατὰ τὰς πληροφορίας, αἱ διαπραγματεύσεις συνεχίζονται καὶ ἀναμένεται ἡ ὑπογραφὴ τῆς συμφωνίας. Ἡ κυβέρνησις ἐξέφρασε τὴν ἱκανοποίησίν της διὰ τὴν πρόοδον τῶν ἐργασιῶν καὶ ὑπεγράμμισε τὴν σημασίαν τῶν μέτρων διὰ τὴν οἰκονομίαν τῆς χώρας. Οἱ ἐκπρόσωποι τῶν ἐνδιαφερομένων ὀργανώσεων ἐδήλωσαν ὅτι θὰ ὑποβάλουν τὰς παρατηρήσεις των. (830, 1145, 1009, 1254)
article-body: ΑΘΗΝΑΙ, 25. — Ὁ ἁρμόδιος ὑπουργὸς ἀνεκοίνωσεν ὅτι αἱ σχετικαὶ ἀποφάσεις θὰ ληφθοῦν ἐντὸς τῶν προσεχῶν ἡμερῶν. Κατὰ τὰς πληροφορίας, αἱ διαπραγματεύσεις συνεχίζονται καὶ ἀναμένεται ἡ ὑπογραφὴ τῆς συμφωνίας. Ἡ κυβέρνησις ἐξέφρασε τὴν ἱκανοποίησίν της διὰ τὴν πρόοδον τῶν ἐργασιῶν καὶ ὑπεγράμμισε τὴν σημασίαν τῶν μέτρων διὰ τὴν οἰκονομίαν τῆς χώρας. Οἱ ἐκπρόσωποι τῶν ἐνδιαφερομένων ὀργανώσεων ἐδήλωσαν ὅτι θὰ ὑποβάλουν τὰς παρατηρήσεις των. (1202, 1442, 1388, 1551)
article-body: ΑΘΗΝΑΙ, 25. — Ὁ ἁρμόδιος ὑπουργὸς ἀνεκοίνωσεν ὅτι αἱ σχετικαὶ ἀποφάσεις θὰ ληφθοῦν ἐντὸς τῶν προσεχῶν ἡμερῶν. Κατὰ τὰς πληροφορίας, αἱ διαπραγματεύσεις συνεχίζονται καὶ ἀναμένεται ἡ ὑπογραφὴ τῆς συμφωνίας. Ἡ κυβέρνησις ἐξέφρασε τὴν ἱκανοποίησίν της διὰ τὴν πρόοδον τῶν ἐργασιῶν καὶ ὑπεγράμμισε τὴν σημασίαν τῶν μέτρων διὰ τὴν οἰκονομίαν τῆς χώρας. Οἱ ἐκπρόσωποι τῶν ἐνδιαφερομένων ὀργανώσεων ἐδήλωσαν ὅτι θὰ ὑποβάλουν τὰς παρατηρήσεις των. (1202, 361, 1388, 470)
headline-eleven-victims: ΤΑ ΕΝΔΕΚΑ ΘΥΜΑΤΑ ΤΟΥ ΑΜΕΡΙΚΑΝΙΚΟΥ (437, 1362, 636, 1388)
article-body: ΑΘΗΝΑΙ, 25. — Ὁ ἁρμόδιος ὑπουργὸς ἀνεκοίνωσεν ὅτι αἱ σχετικαὶ ἀποφάσεις θὰ ληφθοῦν ἐντὸς τῶν προσεχῶν ἡμερῶν. Κατὰ τὰς πληροφορίας, αἱ διαπραγματεύσεις συνεχίζονται καὶ ἀναμένεται ἡ ὑπογραφὴ τῆς συμφωνίας. Ἡ κυβέρνησις ἐξέφρασε τὴν ἱκανοποίησίν της διὰ τὴν πρόοδον τῶν ἐργασιῶν καὶ ὑπεγράμμισε τὴν σημασίαν τῶν μέτρων διὰ τὴν οἰκονομίαν τῆς χώρας. Οἱ ἐκπρόσωποι τῶν ἐνδιαφερομένων ὀργανώσεων ἐδήλωσαν ὅτι θὰ ὑποβάλουν τὰς παρατηρήσεις των. (1014, 688, 1192, 797)
headline-syrian-military: ΣΥΡΟΙ ΣΤΡΑΤΙΩΤΙΚΟΙ ΕΙΣ ΤΗΝ Σ. ΡΩΣΣΙΑΝ (437, 966, 636, 992)
article-body: ΑΘΗΝΑΙ, 25. — Ὁ ἁρμόδιος ὑπουργὸς ἀνεκοίνωσεν ὅτι αἱ σχετικαὶ ἀποφάσεις θὰ ληφθοῦν ἐντὸς τῶν προσεχῶν ἡμερῶν. Κατὰ τὰς πληροφορίας, αἱ διαπραγματεύσεις συνεχίζονται καὶ ἀναμένεται ἡ ὑπογραφὴ τῆς συμφωνίας. Ἡ κυβέρνησις ἐξέφρασε τὴν ἱκανοποίησίν της διὰ τὴν πρόοδον τῶν ἐργασιῶν καὶ ὑπεγράμμισε τὴν σημασίαν τῶν μέτρων διὰ τὴν οἰκονομίαν τῆς χώρας. Οἱ ἐκπρόσωποι τῶν ἐνδιαφερομένων ὀργανώσεων ἐδήλωσαν ὅτι θὰ ὑποβάλουν τὰς παρατηρήσεις των. (830, 688, 1009, 797)
article-body: ΑΘΗΝΑΙ, 25. — Ὁ ἁρμόδιος ὑπουργὸς ἀνεκοίνωσεν ὅτι αἱ σχετικαὶ ἀποφάσεις θὰ ληφθοῦν ἐντὸς τῶν προσεχῶν ἡμερῶν. Κατὰ τὰς πληροφορίας, αἱ διαπραγματεύσεις συνεχίζονται καὶ ἀναμένεται ἡ ὑπογραφὴ τῆς συμφωνίας. Ἡ κυβέρνησις ἐξέφρασε τὴν ἱκανοποίησίν της διὰ τὴν πρόοδον τῶν ἐργασιῶν καὶ ὑπεγράμμισε τὴν σημασίαν τῶν μέτρων διὰ τὴν οἰκονομίαν τῆς χώρας. Οἱ ἐκπρόσωποι τῶν ἐνδιαφερομένων ὀργανώσεων ἐδήλωσαν ὅτι θὰ ὑποβάλουν τὰς παρατηρήσεις των. (1014, 1351, 1192, 1461)
article-body: ΑΘΗΝΑΙ, 25. — Ὁ ἁρμόδιος ὑπουργὸς ἀνεκοίνωσεν ὅτι αἱ σχετικαὶ ἀποφάσεις θὰ ληφθοῦν ἐντὸς τῶν προσεχῶν ἡμερῶν. Κατὰ τὰς πληροφορίας, αἱ διαπραγματεύσεις συνεχίζονται καὶ ἀναμένεται ἡ ὑπογραφὴ τῆς συμφωνίας. Ἡ κυβέρνησις ἐξέφρασε τὴν ἱκανοποίησίν της διὰ τὴν πρόοδον τῶν ἐργασιῶν καὶ ὑπεγράμμισε τὴν σημασίαν τῶν μέτρων διὰ τὴν οἰκονομίαν τῆς χώρας. Οἱ ἐκπρόσωποι τῶν ἐνδιαφερομένων ὀργανώσεων ἐδήλωσαν ὅτι θὰ ὑποβάλουν τὰς παρατηρήσεις των. (222, 1656, 427, 1748)
article-body: ΑΘΗΝΑΙ, 25. — Ὁ ἁρμόδιος ὑπουργὸς ἀνεκοίνωσεν ὅτι αἱ σχετικαὶ ἀποφάσεις θὰ ληφθοῦν ἐντὸς τῶν προσεχῶν ἡμερῶν. Κατὰ τὰς πληροφορίας, αἱ διαπραγματεύσεις συνεχίζονται καὶ ἀναμένεται ἡ ὑπογραφὴ τῆς συμφωνίας. Ἡ κυβέρνησις ἐξέφρασε τὴν ἱκανοποίησίν της διὰ τὴν πρόοδον τῶν ἐργασιῶν καὶ ὑπεγράμμισε τὴν σημασίαν τῶν μέτρων διὰ τὴν οἰκονομίαν τῆς χώρας. Οἱ ἐκπρόσωποι τῶν ἐνδιαφερομένων ὀργανώσεων ἐδήλωσαν ὅτι θὰ ὑποβάλουν τὰς παρατηρήσεις των. (437, 1259, 636, 1359)
section-rights-committee: Η ΕΠΙΤΡΟΠΗ ΔΙΚΑΙΩΜΑΤΩΝ (1030, 1132, 1177, 1144)
headline-onassis-pipeline: ΑΠΕΣΤΑΛΗ ΠΡΟΣ ΤΟΝ Κ. ΩΝΑΣΗΝ ΤΟ ΣΧΕΔΙΟΝ ΔΙΑ ΤΟΝ ΠΕΤΡΕΛΑΙΑΓΩΓΟΝ & ΤΑΣ ΔΕΞΑΜΕΝΑΣ (1233, 778, 1549, 834)
section-history: ΤΟ ΙΣΤΟΡΙΚΟΝ (697, 799, 774, 811)
subheadline-president-thanked: Ἐνῶ ὁ πρόεδρος τὰς ηὐχαρίστει (1262, 1422, 1520, 1439)
headline-japan-train: ΑΜΑΞΟΣΤΟΙΧΙΑ ΜΕ ΤΕΤΡΑΚΟΣΙΟΥΣ ΕΠΙΒΑΤΑΣ ΑΠΩΛΕΣΘΗ ΕΙΣ ΤΑΣ ΠΛΗΜΜΥΡΑΣ ΕΝ ΙΑΠΩΝΙΑ (32, 1008, 405, 1047)
section-consequences: AI ΣΥΝΕΠΕΙΑI (883, 343, 955, 355)
article-body: ΑΘΗΝΑΙ, 25. — Ὁ ἁρμόδιος ὑπουργὸς ἀνεκοίνωσεν ὅτι αἱ σχετικαὶ ἀποφάσεις θὰ ληφθοῦν ἐντὸς τῶν προσεχῶν ἡμερῶν. Κατὰ τὰς πληροφορίας, αἱ διαπραγματεύσεις συνεχίζονται καὶ ἀναμένεται ἡ ὑπογραφὴ τῆς συμφωνίας. Ἡ κυβέρνησις ἐξέφρασε τὴν ἱκανοποίησίν της διὰ τὴν πρόοδον τῶν ἐργασιῶν καὶ ὑπεγράμμισε τὴν σημασίαν τῶν μέτρων διὰ τὴν οἰκονομίαν τῆς χώρας. Οἱ ἐκπρόσωποι τῶν ἐνδιαφερομένων ὀργανώσεων ἐδήλωσαν ὅτι θὰ ὑποβάλουν τὰς παρατηρήσεις των. (437, 1127, 636, 1227)
article-body: ΑΘΗΝΑΙ, 25. — Ὁ ἁρμόδιος ὑπουργὸς ἀνεκοίνωσεν ὅτι αἱ σχετικαὶ ἀποφάσεις θὰ ληφθοῦν ἐντὸς τῶν προσεχῶν ἡμερῶν. Κατὰ τὰς πληροφορίας, αἱ διαπραγματεύσεις συνεχίζονται καὶ ἀναμένεται ἡ ὑπογραφὴ τῆς συμφωνίας. Ἡ κυβέρνησις ἐξέφρασε τὴν ἱκανοποίησίν της διὰ τὴν πρόοδον τῶν ἐργασιῶν καὶ ὑπεγράμμισε τὴν σημασίαν τῶν μέτρων διὰ τὴν οἰκονομίαν τῆς χώρας. Οἱ ἐκπρόσωποι τῶν ἐνδιαφερομένων ὀργανώσεων ἐδήλωσαν ὅτι θὰ ὑποβάλουν τὰς παρατηρήσεις των. (1394, 169, 1580, 278)
section-dogs: ΕΥΧΕΣΑΙ ΟΙ ΣΚΥΛΟΙ (1051, 1007, 1155, 1018)
subheadline-egyptian-capital: Τὰ 51% τῶν κεφαλαίων, αἰγυπτιακά (1242, 835, 1540, 852)
article-body: ΑΘΗΝΑΙ, 25. — Ὁ ἁρμόδιος ὑπουργὸς ἀνεκοίνωσεν ὅτι αἱ σχετικαὶ ἀποφάσεις θὰ ληφθοῦν ἐντὸς τῶν προσεχῶν ἡμερῶν. Κατὰ τὰς πληροφορίας, αἱ διαπραγματεύσεις συνεχίζονται καὶ ἀναμένεται ἡ ὑπογραφὴ τῆς συμφωνίας. Ἡ κυβέρνησις ἐξέφρασε τὴν ἱκανοποίησίν της διὰ τὴν πρόοδον τῶν ἐργασιῶν καὶ ὑπεγράμμισε τὴν σημασίαν τῶν μέτρων διὰ τὴν οἰκονομίαν τῆς χώρας. Οἱ ἐκπρόσωποι τῶν ἐνδιαφερομένων ὀργανώσεων ἐδήλωσαν ὅτι θὰ ὑποβάλουν τὰς παρατηρήσεις των. (1394, 1442, 1580, 1551)
article-body: ΑΘΗΝΑΙ, 25. — Ὁ ἁρμόδιος ὑπουργὸς ἀνεκοίνωσεν ὅτι αἱ σχετικαὶ ἀποφάσεις θὰ ληφθοῦν ἐντὸς τῶν προσεχῶν ἡμερῶν. Κατὰ τὰς πληροφορίας, αἱ διαπραγματεύσεις συνεχίζονται καὶ ἀναμένεται ἡ ὑπογραφὴ τῆς συμφωνίας. Ἡ κυβέρνησις ἐξέφρασε τὴν ἱκανοποίησίν της διὰ τὴν πρόοδον τῶν ἐργασιῶν καὶ ὑπεγράμμισε τὴν σημασίαν τῶν μέτρων διὰ τὴν οἰκονομίαν τῆς χώρας. Οἱ ἐκπρόσωποι τῶν ἐνδιαφερομένων ὀργανώσεων ἐδήλωσαν ὅτι θὰ ὑποβάλουν τὰς παρατηρήσεις των. (830, 895, 1009, 1005)
headline-cancan-dancers: ΔΥΟ ΧΟΡΕΥΤΡΙΑΙ ΕΧΟΡΕΨΑΝ «ΚΑΝ - ΚΑΝ» ΚΑΤΑ ΤΗΝ ΔΙΑΡΚΕΙΑΝ ΜΙΑΣ ΔΙΚΗΣ ΧΕΙΡΟΚΡΟΤΗΘΕΙΣΑΙ ΑΠΟ ΤΟ ΔΙΚΑΣΤΗΡΙΟΝ (1227, 1347, 1555, 1421)
section-deviations: AI ΠΑΡΕΚΚΛΙΣΕΙΣ (1441, 156, 1533, 168)
headline-harding: Ο ΧΑΡΝΤΙΝΓΚ ΦΟΒΕΙΤΑΙ ΟΤΙ Η ΔΙΧΟΤΟΜΗΣΙΣ ΘΑ ΕΧΗ ΩΣ ΑΠΟΤΕΛΕΣΜΑ ΚΟΙΝΩΝΙΚΑΣ ΕΚΔΗΛΩΣΕΙΣ (698, 817, 1141, 895)
article-body: ΑΘΗΝΑΙ, 25. — Ὁ ἁρμόδιος ὑπουργὸς ἀνεκοίνωσεν ὅτι αἱ σχετικαὶ ἀποφάσεις θὰ ληφθοῦν ἐντὸς τῶν προσεχῶν ἡμερῶν. Κατὰ τὰς πληροφορίας, αἱ διαπραγματεύσεις συνεχίζονται καὶ ἀναμένεται ἡ ὑπογραφὴ τῆς συμφωνίας. Ἡ κυβέρνησις ἐξέφρασε τὴν ἱκανοποίησίν της διὰ τὴν πρόοδον τῶν ἐργασιῶν καὶ ὑπεγράμμισε τὴν σημασίαν τῶν μέτρων διὰ τὴν οἰκονομίαν τῆς χώρας. Οἱ ἐκπρόσωποι τῶν ἐνδιαφερομένων ὀργανώσεων ἐδήλωσαν ὅτι θὰ ὑποβάλουν τὰς παρατηρήσεις των. (437, 466, 636, 566)
headline-kidd-maps: ΕΙΣ ΑΝΘΟΚΟΜΟΣ ΖΗΤΕΙ ΝΑ ΠΡΟΜΗΘΕΥΘΗ ΤΟΥΣ ΧΑΡΤΑΣ ΤΟΥ ΑΡΧΙΠΕΙΡΑΤΟΥ ΚΙΝΤ (46, 620, 392, 659)
article-body: ΑΘΗΝΑΙ, 25. — Ὁ ἁρμόδιος ὑπουργὸς ἀνεκοίνωσεν ὅτι αἱ σχετικαὶ ἀποφάσεις θὰ ληφθοῦν ἐντὸς τῶν προσεχῶν ἡμερῶν. Κατὰ τὰς πληροφορίας, αἱ διαπραγματεύσεις συνεχίζονται καὶ ἀναμένεται ἡ ὑπογραφὴ τῆς συμφωνίας. Ἡ κυβέρνησις ἐξέφρασε τὴν ἱκανοποίησίν της διὰ τὴν πρόοδον τῶν ἐργασιῶν καὶ ὑπεγράμμισε τὴν σημασίαν τῶν μέτρων διὰ τὴν οἰκονομίαν τῆς χώρας. Οἱ ἐκπρόσωποι τῶν ἐνδιαφερομένων ὀργανώσεων ἐδήλωσαν ὅτι θὰ ὑποβάλουν τὰς παρατηρήσεις των. (1394, 488, 1580, 597)
headline-moscow-group: ΕΦΘΑΣΕΝ ΕΙΣ ΜΟΣΧΑΝ Η ΠΡΩΤΗ ΟΜΑΣ ΤΩΝ ΠΡΟΣΚΕΚΛΗΜΕΝΩΝ ΕΞ ΕΛΛΑΔΟΣ (40, 778, 398, 817)
headline-khrushchev: Ο ΚΡΟΥΣΤΣΕΦ ΚΑΤΑΚΡΙΝΕΙ ΤΗΝ ΑΝΑΠΤΥΞΙΝ ΤΩΝ ΑΥΤΩΝ ΚΛΑΔΩΝ ΤΗΣ ΒΙΟΜΗΧΑΝΙΑΣ ΕΙΣ ΟΛΑΣ ΤΑΣ ΚΟΜΜΟΥΝΙΣΤΙΚΑΣ ΧΩΡΑΣ (714, 13, 1125, 185)
headline-japanese-protest: ΙΑΠΩΝΙΚΗ ΔΙΑΜΑΡΤΥΡΙΑ ΔΙΑ ΤΟ ΚΛΕΙΣΙΜΟΝ ΤΟΥ ΒΑΣΙΛΙΚΟΥ (437, 150, 636, 176)
article-body: ΑΘΗΝΑΙ, 25. — Ὁ ἁρμόδιος ὑπουργὸς ἀνεκοίνωσεν ὅτι αἱ σχετικαὶ ἀποφάσεις θὰ ληφθοῦν ἐντὸς τῶν προσεχῶν ἡμερῶν. Κατὰ τὰς πληροφορίας, αἱ διαπραγματεύσεις συνεχίζονται καὶ ἀναμένεται ἡ ὑπογραφὴ τῆς συμφωνίας. Ἡ κυβέρνησις ἐξέφρασε τὴν ἱκανοποίησίν της διὰ τὴν πρόοδον τῶν ἐργασιῶν καὶ ὑπεγράμμισε τὴν σημασίαν τῶν μέτρων διὰ τὴν οἰκονομίαν τῆς χώρας. Οἱ ἐκπρόσωποι τῶν ἐνδιαφερομένων ὀργανώσεων ἐδήλωσαν ὅτι θὰ ὑποβάλουν τὰς παρατηρήσεις των. (1014, 575, 1192, 685)
article-body: ΑΘΗΝΑΙ, 25. — Ὁ ἁρμόδιος ὑπουργὸς ἀνεκοίνωσεν ὅτι αἱ σχετικαὶ ἀποφάσεις θὰ ληφθοῦν ἐντὸς τῶν προσεχῶν ἡμερῶν. Κατὰ τὰς πληροφορίας, αἱ διαπραγματεύσεις συνεχίζονται καὶ ἀναμένεται ἡ ὑπογραφὴ τῆς συμφωνίας. Ἡ κυβέρνησις ἐξέφρασε τὴν ἱκανοποίησίν της διὰ τὴν πρόοδον τῶν ἐργασιῶν καὶ ὑπεγράμμισε τὴν σημασίαν τῶν μέτρων διὰ τὴν οἰκονομίαν τῆς χώρας. Οἱ ἐκπρόσωποι τῶν ἐνδιαφερομένων ὀργανώσεων ἐδήλωσαν ὅτι θὰ ὑποβάλουν τὰς παρατηρήσεις των. (437, 995, 636, 1095)
subheadline-china-court: Οἱ συλληφθέντες θὰ προσαχθοῦν εἰς τὸ λαϊκὸν δικαστήριον (1232, 117, 1550, 150)
continuation-label: ΣΥΝΕΧΕΙΑ (195, 1306, 242, 1317)
headline-americans-abroad: ΕΙΣ ΤΟ ΕΞΩΤΕΡΙΚΟΝ ΟΙ ΑΜΕΡΙΚΑΝΟΙ ΤΙΜΩΡΟΥΝΤΑΙ ΑΠΟ ΤΑ ΔΙΚΑΣΤΗΡΙΑ ΜΕ ΠΡΟΣΤΙΜΟΝ ΚΑΙ ΟΧΙ ΜΕ ΦΥΛΑΚΙΣΙΝ (1233, 604, 1549, 661)
article-body: ΑΘΗΝΑΙ, 25. — Ὁ ἁρμόδιος ὑπουργὸς ἀνεκοίνωσεν ὅτι αἱ σχετικαὶ ἀποφάσεις θὰ ληφθοῦν ἐντὸς τῶν προσεχῶν ἡμερῶν. Κατὰ τὰς πληροφορίας, αἱ διαπραγματεύσεις συνεχίζονται καὶ ἀναμένεται ἡ ὑπογραφὴ τῆς συμφωνίας. Ἡ κυβέρνησις ἐξέφρασε τὴν ἱκανοποίησίν της διὰ τὴν πρόοδον τῶν ἐργασιῶν καὶ ὑπεγράμμισε τὴν σημασίαν τῶν μέτρων διὰ τὴν οἰκονομίαν τῆς χώρας. Οἱ ἐκπρόσωποι τῶν ἐνδιαφερομένων ὀργανώσεων ἐδήλωσαν ὅτι θὰ ὑποβάλουν τὰς παρατηρήσεις των. (437, 1640, 636, 1741)
headline-german-elections: ΤΟΝ ΣΕΠΤΕΜΒΡΙΟΝ ΒΟΥΛΕΥΤΙΚΑΙ ΕΚΛΟΓΑΙ ΕΙΣ ΤΗΝ ΓΕΡΜΑΝΙΑΝ (437, 18, 636, 44)
section-israel: ΕΝΕΡΓΕΙΑΙ ΤΟΥ ΙΣΡΑΗΛ (1234, 1140, 1356, 1152)
section-bey-withdrew: ΠΟΥ ΑΠΕΣΥΡΘΗ Ο ΒΕΗΣ (1423, 1218, 1551, 1229)
article-body: ΑΘΗΝΑΙ, 25. — Ὁ ἁρμόδιος ὑπουργὸς ἀνεκοίνωσεν ὅτι αἱ σχετικαὶ ἀποφάσεις θὰ ληφθοῦν ἐντὸς τῶν προσεχῶν ἡμερῶν. Κατὰ τὰς πληροφορίας, αἱ διαπραγματεύσεις συνεχίζονται καὶ ἀναμένεται ἡ ὑπογραφὴ τῆς συμφωνίας. Ἡ κυβέρνησις ἐξέφρασε τὴν ἱκανοποίησίν της διὰ τὴν πρόοδον τῶν ἐργασιῶν καὶ ὑπεγράμμισε τὴν σημασίαν τῶν μέτρων διὰ τὴν οἰκονομίαν τῆς χώρας. Οἱ ἐκπρόσωποι τῶν ἐνδιαφερομένων ὀργανώσεων ἐδήλωσαν ὅτι θὰ ὑποβάλουν τὰς παρατηρήσεις των. (1202, 854, 1388, 964)
headline-cigarettes-cancer: ΠΡΕΠΕΙ ΝΑ ΚΑΠΝΙΣΗ Ο ΑΝΘΡΩΠΟΣ 100.000 ΣΙΓΑΡΕΤΤΑ ΗΜΕΡΗΣΙΩΣ ΔΙΑ ΝΑ ΠΡΟΣΒΛΗΘΗ ΑΠΟ ΚΑΡΚΙΝΟΝ! (45, 325, 393, 428)
headline-suez-canal: ΕΦΘΑΣΕ ΤΟ ΠΡΟ ΤΗΣ ΕΙΣΟΔΙΑΣ ΑΝΩΤΑΤΟΝ ΟΡΙΟΝ Η ΔΙΕΛΕΥΣΙΣ ΠΛΟΙΩΝ ΔΙΑ ΤΗΣ ΔΙΩΡΥΓΟΣ ΤΟΥ ΣΟΥΕΖ (1227, 971, 1555, 1027)
section-official-announcement: ΕΠΙΣΗΜΟΣ ΑΝΑΓΓΕΛΙΑ (1235, 1326, 1355, 1338)
article-body: ΑΘΗΝΑΙ, 25. — Ὁ ἁρμόδιος ὑπουργὸς ἀνεκοίνωσεν ὅτι αἱ σχετικαὶ ἀποφάσεις θὰ ληφθοῦν ἐντὸς τῶν προσεχῶν ἡμερῶν. Κατὰ τὰς πληροφορίας, αἱ διαπραγματεύσεις συνεχίζονται καὶ ἀναμένεται ἡ ὑπογραφὴ τῆς συμφωνίας. Ἡ κυβέρνησις ἐξέφρασε τὴν ἱκανοποίησίν της διὰ τὴν πρόοδον τῶν ἐργασιῶν καὶ ὑπεγράμμισε τὴν σημασίαν τῶν μέτρων διὰ τὴν οἰκονομίαν τῆς χώρας. Οἱ ἐκπρόσωποι τῶν ἐνδιαφερομένων ὀργανώσεων ἐδήλωσαν ὅτι θὰ ὑποβάλουν τὰς παρατηρήσεις των. (10, 1656, 216, 1748)
headline-lebanon-radio: ΝΕΟΣ ΡΑΔΙΟΣΤΑΘΜΟΣ ΕΙΣ ΤΟΝ ΛΙΒΑΝΟΝ (437, 1098, 636, 1124)
article-body: ΑΘΗΝΑΙ, 25. — Ὁ ἁρμόδιος ὑπουργὸς ἀνεκοίνωσεν ὅτι αἱ σχετικαὶ ἀποφάσεις θὰ ληφθοῦν ἐντὸς τῶν προσεχῶν ἡμερῶν. Κατὰ τὰς πληροφορίας, αἱ διαπραγματεύσεις συνεχίζονται καὶ ἀναμένεται ἡ ὑπογραφὴ τῆς συμφωνίας. Ἡ κυβέρνησις ἐξέφρασε τὴν ἱκανοποίησίν της διὰ τὴν πρόοδον τῶν ἐργασιῶν καὶ ὑπεγράμμισε τὴν σημασίαν τῶν μέτρων διὰ τὴν οἰκονομίαν τῆς χώρας. Οἱ ἐκπρόσωποι τῶν ἐνδιαφερομένων ὀργανώσεων ἐδήλωσαν ὅτι θὰ ὑποβάλουν τὰς παρατηρήσεις των. (646, 340, 825, 449)
article-body: ΑΘΗΝΑΙ, 25. — Ὁ ἁρμόδιος ὑπουργὸς ἀνεκοίνωσεν ὅτι αἱ σχετικαὶ ἀποφάσεις θὰ ληφθοῦν ἐντὸς τῶν προσεχῶν ἡμερῶν. Κατὰ τὰς πληροφορίας, αἱ διαπραγματεύσεις συνεχίζονται καὶ ἀναμένεται ἡ ὑπογραφὴ τῆς συμφωνίας. Ἡ κυβέρνησις ἐξέφρασε τὴν ἱκανοποίησίν της διὰ τὴν πρόοδον τῶν ἐργασιῶν καὶ ὑπεγράμμισε τὴν σημασίαν τῶν μέτρων διὰ τὴν οἰκονομίαν τῆς χώρας. Οἱ ἐκπρόσωποι τῶν ἐνδιαφερομένων ὀργανώσεων ἐδήλωσαν ὅτι θὰ ὑποβάλουν τὰς παρατηρήσεις των. (1202, 1028, 1388, 1138)
article-body: ΑΘΗΝΑΙ, 25. — Ὁ ἁρμόδιος ὑπουργὸς ἀνεκοίνωσεν ὅτι αἱ σχετικαὶ ἀποφάσεις θὰ ληφθοῦν ἐντὸς τῶν προσεχῶν ἡμερῶν. Κατὰ τὰς πληροφορίας, αἱ διαπραγματεύσεις συνεχίζονται καὶ ἀναμένεται ἡ ὑπογραφὴ τῆς συμφωνίας. Ἡ κυβέρνησις ἐξέφρασε τὴν ἱκανοποίησίν της διὰ τὴν πρόοδον τῶν ἐργασιῶν καὶ ὑπεγράμμισε τὴν σημασίαν τῶν μέτρων διὰ τὴν οἰκονομίαν τῆς χώρας. Οἱ ἐκπρόσωποι τῶν ἐνδιαφερομένων ὀργανώσεων ἐδήλωσαν ὅτι θὰ ὑποβάλουν τὰς παρατηρήσεις των. (437, 322, 636, 422)
article-body: ΑΘΗΝΑΙ, 25. — Ὁ ἁρμόδιος ὑπουργὸς ἀνεκοίνωσεν ὅτι αἱ σχετικαὶ ἀποφάσεις θὰ ληφθοῦν ἐντὸς τῶν προσεχῶν ἡμερῶν. Κατὰ τὰς πληροφορίας, αἱ διαπραγματεύσεις συνεχίζονται καὶ ἀναμένεται ἡ ὑπογραφὴ τῆς συμφωνίας. Ἡ κυβέρνησις ἐξέφρασε τὴν ἱκανοποίησίν της διὰ τὴν πρόοδον τῶν ἐργασιῶν καὶ ὑπεγράμμισε τὴν σημασίαν τῶν μέτρων διὰ τὴν οἰκονομίαν τῆς χώρας. Οἱ ἐκπρόσωποι τῶν ἐνδιαφερομένων ὀργανώσεων ἐδήλωσαν ὅτι θὰ ὑποβάλουν τὰς παρατηρήσεις των. (646, 907, 825, 1016)
article-body: ΑΘΗΝΑΙ, 25. — Ὁ ἁρμόδιος ὑπουργὸς ἀνεκοίνωσεν ὅτι αἱ σχετικαὶ ἀποφάσεις θὰ ληφθοῦν ἐντὸς τῶν προσεχῶν ἡμερῶν. Κατὰ τὰς πληροφορίας, αἱ διαπραγματεύσεις συνεχίζονται καὶ ἀναμένεται ἡ ὑπογραφὴ τῆς συμφωνίας. Ἡ κυβέρνησις ἐξέφρασε τὴν ἱκανοποίησίν της διὰ τὴν πρόοδον τῶν ἐργασιῶν καὶ ὑπεγράμμισε τὴν σημασίαν τῶν μέτρων διὰ τὴν οἰκονομίαν τῆς χώρας. Οἱ ἐκπρόσωποι τῶν ἐνδιαφερομένων ὀργανώσεων ἐδήλωσαν ὅτι θὰ ὑποβάλουν τὰς παρατηρήσεις των. (830, 356, 1009, 465)
article-body: ΑΘΗΝΑΙ, 25. — Ὁ ἁρμόδιος ὑπουργὸς ἀνεκοίνωσεν ὅτι αἱ σχετικαὶ ἀποφάσεις θὰ ληφθοῦν ἐντὸς τῶν προσεχῶν ἡμερῶν. Κατὰ τὰς πληροφορίας, αἱ διαπραγματεύσεις συνεχίζονται καὶ ἀναμένεται ἡ ὑπογραφὴ τῆς συμφωνίας. Ἡ κυβέρνησις ἐξέφρασε τὴν ἱκανοποίησίν της διὰ τὴν πρόοδον τῶν ἐργασιῶν καὶ ὑπεγράμμισε τὴν σημασίαν τῶν μέτρων διὰ τὴν οἰκονομίαν τῆς χώρας. Οἱ ἐκπρόσωποι τῶν ἐνδιαφερομένων ὀργανώσεων ἐδήλωσαν ὅτι θὰ ὑποβάλουν τὰς παρατηρήσεις των. (10, 1186, 216, 1277)
article-body: ΑΘΗΝΑΙ, 25. — Ὁ ἁρμόδιος ὑπουργὸς ἀνεκοίνωσεν ὅτι αἱ σχετικαὶ ἀποφάσεις θὰ ληφθοῦν ἐντὸς τῶν προσεχῶν ἡμερῶν. Κατὰ τὰς πληροφορίας, αἱ διαπραγματεύσεις συνεχίζονται καὶ ἀναμένεται ἡ ὑπογραφὴ τῆς συμφωνίας. Ἡ κυβέρνησις ἐξέφρασε τὴν ἱκανοποίησίν της διὰ τὴν πρόοδον τῶν ἐργασιῶν καὶ ὑπεγράμμισε τὴν σημασίαν τῶν μέτρων διὰ τὴν οἰκονομίαν τῆς χώρας. Οἱ ἐκπρόσωποι τῶν ἐνδιαφερομένων ὀργανώσεων ἐδήλωσαν ὅτι θὰ ὑποβάλουν τὰς παρατηρήσεις των. (10, 817, 216, 908)
article-body: ΑΘΗΝΑΙ, 25. — Ὁ ἁρμόδιος ὑπουργὸς ἀνεκοίνωσεν ὅτι αἱ σχετικαὶ ἀποφάσεις θὰ ληφθοῦν ἐντὸς τῶν προσεχῶν ἡμερῶν. Κατὰ τὰς πληροφορίας, αἱ διαπραγματεύσεις συνεχίζονται καὶ ἀναμένεται ἡ ὑπογραφὴ τῆς συμφωνίας. Ἡ κυβέρνησις ἐξέφρασε τὴν ἱκανοποίησίν της διὰ τὴν πρόοδον τῶν ἐργασιῶν καὶ ὑπεγράμμισε τὴν σημασίαν τῶν μέτρων διὰ τὴν οἰκονομίαν τῆς χώρας. Οἱ ἐκπρόσωποι τῶν ἐνδιαφερομένων ὀργανώσεων ἐδήλωσαν ὅτι θὰ ὑποβάλουν τὰς παρατηρήσεις των. (10, 227, 216, 318)
column-1 (10, 14, 427, 1750)
article-body: ΑΘΗΝΑΙ, 25. — Ὁ ἁρμόδιος ὑπουργὸς ἀνεκοίνωσεν ὅτι αἱ σχετικαὶ ἀποφάσεις θὰ ληφθοῦν ἐντὸς τῶν προσεχῶν ἡμερῶν. Κατὰ τὰς πληροφορίας, αἱ διαπραγματεύσεις συνεχίζονται καὶ ἀναμένεται ἡ ὑπογραφὴ τῆς συμφωνίας. Ἡ κυβέρνησις ἐξέφρασε τὴν ἱκανοποίησίν της διὰ τὴν πρόοδον τῶν ἐργασιῶν καὶ ὑπεγράμμισε τὴν σημασίαν τῶν μέτρων διὰ τὴν οἰκονομίαν τῆς χώρας. Οἱ ἐκπρόσωποι τῶν ἐνδιαφερομένων ὀργανώσεων ἐδήλωσαν ὅτι θὰ ὑποβάλουν τὰς παρατηρήσεις των. (10, 910, 216, 1002)
article-body: ΑΘΗΝΑΙ, 25. — Ὁ ἁρμόδιος ὑπουργὸς ἀνεκοίνωσεν ὅτι αἱ σχετικαὶ ἀποφάσεις θὰ ληφθοῦν ἐντὸς τῶν προσεχῶν ἡμερῶν. Κατὰ τὰς πληροφορίας, αἱ διαπραγματεύσεις συνεχίζονται καὶ ἀναμένεται ἡ ὑπογραφὴ τῆς συμφωνίας. Ἡ κυβέρνησις ἐξέφρασε τὴν ἱκανοποίησίν της διὰ τὴν πρόοδον τῶν ἐργασιῶν καὶ ὑπεγράμμισε τὴν σημασίαν τῶν μέτρων διὰ τὴν οἰκονομίαν τῆς χώρας. Οἱ ἐκπρόσωποι τῶν ἐνδιαφερομένων ὀργανώσεων ἐδήλωσαν ὅτι θὰ ὑποβάλουν τὰς παρατηρήσεις των. (222, 1186, 427, 1277)
article-body: ΑΘΗΝΑΙ, 25. — Ὁ ἁρμόδιος ὑπουργὸς ἀνεκοίνωσεν ὅτι αἱ σχετικαὶ ἀποφάσεις θὰ ληφθοῦν ἐντὸς τῶν προσεχῶν ἡμερῶν. Κατὰ τὰς πληροφορίας, αἱ διαπραγματεύσεις συνεχίζονται καὶ ἀναμένεται ἡ ὑπογραφὴ τῆς συμφωνίας. Ἡ κυβέρνησις ἐξέφρασε τὴν ἱκανοποίησίν της διὰ τὴν πρόοδον τῶν ἐργασιῶν καὶ ὑπεγράμμισε τὴν σημασίαν τῶν μέτρων διὰ τὴν οἰκονομίαν τῆς χώρας. Οἱ ἐκπρόσωποι τῶν ἐνδιαφερομένων ὀργανώσεων ἐδήλωσαν ὅτι θὰ ὑποβάλουν τὰς παρατηρήσεις των. (1014, 1145, 1192, 1254)
headline-malaparte: Ο ΜΑΛΑΠΑΡΤΕ ΕΔΕΧΘΗ ΚΑΙ ΤΟΥΣ ΙΕΡΕΙΣ ΚΑΙ ΤΟΥΣ ΚΟΜΜΟΥΝΙΣΤΑΣ (437, 569, 636, 595)
column-rule (1197, 10, 1198, 2314)
article-body: ΑΘΗΝΑΙ, 25. — Ὁ ἁρμόδιος ὑπουργὸς ἀνεκοίνωσεν ὅτι αἱ σχετικαὶ ἀποφάσεις θὰ ληφθοῦν ἐντὸς τῶν προσεχῶν ἡμερῶν. Κατὰ τὰς πληροφορίας, αἱ διαπραγματεύσεις συνεχίζονται καὶ ἀναμένεται ἡ ὑπογραφὴ τῆς συμφωνίας. Ἡ κυβέρνησις ἐξέφρασε τὴν ἱκανοποίησίν της διὰ τὴν πρόοδον τῶν ἐργασιῶν καὶ ὑπεγράμμισε τὴν σημασίαν τῶν μέτρων διὰ τὴν οἰκονομίαν τῆς χώρας. Οἱ ἐκπρόσωποι τῶν ἐνδιαφερομένων ὀργανώσεων ἐδήλωσαν ὅτι θὰ ὑποβάλουν τὰς παρατηρήσεις των. (1014, 895, 1192, 1005)
article-body: ΑΘΗΝΑΙ, 25. — Ὁ ἁρμόδιος ὑπουργὸς ἀνεκοίνωσεν ὅτι αἱ σχετικαὶ ἀποφάσεις θὰ ληφθοῦν ἐντὸς τῶν προσεχῶν ἡμερῶν. Κατὰ τὰς πληροφορίας, αἱ διαπραγματεύσεις συνεχίζονται καὶ ἀναμένεται ἡ ὑπογραφὴ τῆς συμφωνίας. Ἡ κυβέρνησις ἐξέφρασε τὴν ἱκανοποίησίν της διὰ τὴν πρόοδον τῶν ἐργασιῶν καὶ ὑπεγράμμισε τὴν σημασίαν τῶν μέτρων διὰ τὴν οἰκονομίαν τῆς χώρας. Οἱ ἐκπρόσωποι τῶν ἐνδιαφερομένων ὀργανώσεων ἐδήλωσαν ὅτι θὰ ὑποβάλουν τὰς παρατηρήσεις των. (646, 1463, 825, 1572)
article-body: ΑΘΗΝΑΙ, 25. — Ὁ ἁρμόδιος ὑπουργὸς ἀνεκοίνωσεν ὅτι αἱ σχετικαὶ ἀποφάσεις θὰ ληφθοῦν ἐντὸς τῶν προσεχῶν ἡμερῶν. Κατὰ τὰς πληροφορίας, αἱ διαπραγματεύσεις συνεχίζονται καὶ ἀναμένεται ἡ ὑπογραφὴ τῆς συμφωνίας. Ἡ κυβέρνησις ἐξέφρασε τὴν ἱκανοποίησίν της διὰ τὴν πρόοδον τῶν ἐργασιῶν καὶ ὑπεγράμμισε τὴν σημασίαν τῶν μέτρων διὰ τὴν οἰκονομίαν τῆς χώρας. Οἱ ἐκπρόσωποι τῶν ἐνδιαφερομένων ὀργανώσεων ἐδήλωσαν ὅτι θὰ ὑποβάλουν τὰς παρατηρήσεις των. (830, 1491, 1009, 1601)
article-body: ΑΘΗΝΑΙ, 25. — Ὁ ἁρμόδιος ὑπουργὸς ἀνεκοίνωσεν ὅτι αἱ σχετικαὶ ἀποφάσεις θὰ ληφθοῦν ἐντὸς τῶν προσεχῶν ἡμερῶν. Κατὰ τὰς πληροφορίας, αἱ διαπραγματεύσεις συνεχίζονται καὶ ἀναμένεται ἡ ὑπογραφὴ τῆς συμφωνίας. Ἡ κυβέρνησις ἐξέφρασε τὴν ἱκανοποίησίν της διὰ τὴν πρόοδον τῶν ἐργασιῶν καὶ ὑπεγράμμισε τὴν σημασίαν τῶν μέτρων διὰ τὴν οἰκονομίαν τῆς χώρας. Οἱ ἐκπρόσωποι τῶν ἐνδιαφερομένων ὀργανώσεων ἐδήλωσαν ὅτι θὰ ὑποβάλουν τὰς παρατηρήσεις των. (1394, 662, 1580, 771)
article-body: ΑΘΗΝΑΙ, 25. — Ὁ ἁρμόδιος ὑπουργὸς ἀνεκοίνωσεν ὅτι αἱ σχετικαὶ ἀποφάσεις θὰ ληφθοῦν ἐντὸς τῶν προσεχῶν ἡμερῶν. Κατὰ τὰς πληροφορίας, αἱ διαπραγματεύσεις συνεχίζονται καὶ ἀναμένεται ἡ ὑπογραφὴ τῆς συμφωνίας. Ἡ κυβέρνησις ἐξέφρασε τὴν ἱκανοποίησίν της διὰ τὴν πρόοδον τῶν ἐργασιῶν καὶ ὑπεγράμμισε τὴν σημασίαν τῶν μέτρων διὰ τὴν οἰκονομίαν τῆς χώρας. Οἱ ἐκπρόσωποι τῶν ἐνδιαφερομένων ὀργανώσεων ἐδήλωσαν ὅτι θὰ ὑποβάλουν τὰς παρατηρήσεις των. (222, 522, 427, 613)
article-body: ΑΘΗΝΑΙ, 25. — Ὁ ἁρμόδιος ὑπουργὸς ἀνεκοίνωσεν ὅτι αἱ σχετικαὶ ἀποφάσεις θὰ ληφθοῦν ἐντὸς τῶν προσεχῶν ἡμερῶν. Κατὰ τὰς πληροφορίας, αἱ διαπραγματεύσεις συνεχίζονται καὶ ἀναμένεται ἡ ὑπογραφὴ τῆς συμφωνίας. Ἡ κυβέρνησις ἐξέφρασε τὴν ἱκανοποίησίν της διὰ τὴν πρόοδον τῶν ἐργασιῶν καὶ ὑπεγράμμισε τὴν σημασίαν τῶν μέτρων διὰ τὴν οἰκονομίαν τῆς χώρας. Οἱ ἐκπρόσωποι τῶν ἐνδιαφερομένων ὀργανώσεων ἐδήλωσαν ὅτι θὰ ὑποβάλουν τὰς παρατηρήσεις των. (222, 227, 427, 318)
article-body: ΑΘΗΝΑΙ, 25. — Ὁ ἁρμόδιος ὑπουργὸς ἀνεκοίνωσεν ὅτι αἱ σχετικαὶ ἀποφάσεις θὰ ληφθοῦν ἐντὸς τῶν προσεχῶν ἡμερῶν. Κατὰ τὰς πληροφορίας, αἱ διαπραγματεύσεις συνεχίζονται καὶ ἀναμένεται ἡ ὑπογραφὴ τῆς συμφωνίας. Ἡ κυβέρνησις ἐξέφρασε τὴν ἱκανοποίησίν της διὰ τὴν πρόοδον τῶν ἐργασιῶν καὶ ὑπεγράμμισε τὴν σημασίαν τῶν μέτρων διὰ τὴν οἰκονομίαν τῆς χώρας. Οἱ ἐκπρόσωποι τῶν ἐνδιαφερομένων ὀργανώσεων ἐδήλωσαν ὅτι θὰ ὑποβάλουν τὰς παρατηρήσεις των. (830, 1367, 1009, 1476)
section-turks-released: ΕΛΕΥΘΕΡΩΘΗΣΑΝ ΔΥΟ ΤΟΥΡΚΟΙ (834, 1007, 1005, 1018)
article-body: ΑΘΗΝΑΙ, 25. — Ὁ ἁρμόδιος ὑπουργὸς ἀνεκοίνωσεν ὅτι αἱ σχετικαὶ ἀποφάσεις θὰ ληφθοῦν ἐντὸς τῶν προσεχῶν ἡμερῶν. Κατὰ τὰς πληροφορίας, αἱ διαπραγματεύσεις συνεχίζονται καὶ ἀναμένεται ἡ ὑπογραφὴ τῆς συμφωνίας. Ἡ κυβέρνησις ἐξέφρασε τὴν ἱκανοποίησίν της διὰ τὴν πρόοδον τῶν ἐργασιῶν καὶ ὑπεγράμμισε τὴν σημασίαν τῶν μέτρων διὰ τὴν οἰκονομίαν τῆς χώρας. Οἱ ἐκπρόσωποι τῶν ἐνδιαφερομένων ὀργανώσεων ἐδήλωσαν ὅτι θὰ ὑποβάλουν τὰς παρατηρήσεις των. (1394, 1028, 1580, 1138)
article-body: ΑΘΗΝΑΙ, 25. — Ὁ ἁρμόδιος ὑπουργὸς ἀνεκοίνωσεν ὅτι αἱ σχετικαὶ ἀποφάσεις θὰ ληφθοῦν ἐντὸς τῶν προσεχῶν ἡμερῶν. Κατὰ τὰς πληροφορίας, αἱ διαπραγματεύσεις συνεχίζονται καὶ ἀναμένεται ἡ ὑπογραφὴ τῆς συμφωνίας. Ἡ κυβέρνησις ἐξέφρασε τὴν ἱκανοποίησίν της διὰ τὴν πρόοδον τῶν ἐργασιῶν καὶ ὑπεγράμμισε τὴν σημασίαν τῶν μέτρων διὰ τὴν οἰκονομίαν τῆς χώρας. Οἱ ἐκπρόσωποι τῶν ἐνδιαφερομένων ὀργανώσεων ἐδήλωσαν ὅτι θὰ ὑποβάλουν τὰς παρατηρήσεις των. (10, 1317, 216, 1408)
headline-funerals: ΚΗΔΕΙΑΙ (507, 1493, 566, 1509)
subheadline-khrushchev: Καὶ κηρύσσεται ὑπὲρ μιᾶς ἐλευθέρας οἰκονομικῆς «συσπειρώσεως» αὐτῶν (673, 184, 1166, 225)
article-body: ΑΘΗΝΑΙ, 25. — Ὁ ἁρμόδιος ὑπουργὸς ἀνεκοίνωσεν ὅτι αἱ σχετικαὶ ἀποφάσεις θὰ ληφθοῦν ἐντὸς τῶν προσεχῶν ἡμερῶν. Κατὰ τὰς πληροφορίας, αἱ διαπραγματεύσεις συνεχίζονται καὶ ἀναμένεται ἡ ὑπογραφὴ τῆς συμφωνίας. Ἡ κυβέρνησις ἐξέφρασε τὴν ἱκανοποίησίν της διὰ τὴν πρόοδον τῶν ἐργασιῶν καὶ ὑπεγράμμισε τὴν σημασίαν τῶν μέτρων διὰ τὴν οἰκονομίαν τῆς χώρας. Οἱ ἐκπρόσωποι τῶν ἐνδιαφερομένων ὀργανώσεων ἐδήλωσαν ὅτι θὰ ὑποβάλουν τὰς παρατηρήσεις των. (1014, 1019, 1192, 1129)
article-body: ΑΘΗΝΑΙ, 25. — Ὁ ἁρμόδιος ὑπουργὸς ἀνεκοίνωσεν ὅτι αἱ σχετικαὶ ἀποφάσεις θὰ ληφθοῦν ἐντὸς τῶν προσεχῶν ἡμερῶν. Κατὰ τὰς πληροφορίας, αἱ διαπραγματεύσεις συνεχίζονται καὶ ἀναμένεται ἡ ὑπογραφὴ τῆς συμφωνίας. Ἡ κυβέρνησις ἐξέφρασε τὴν ἱκανοποίησίν της διὰ τὴν πρόοδον τῶν ἐργασιῶν καὶ ὑπεγράμμισε τὴν σημασίαν τῶν μέτρων διὰ τὴν οἰκονομίαν τῆς χώρας. Οἱ ἐκπρόσωποι τῶν ἐνδιαφερομένων ὀργανώσεων ἐδήλωσαν ὅτι θὰ ὑποβάλουν τὰς παρατηρήσεις των. (10, 428, 216, 520)
